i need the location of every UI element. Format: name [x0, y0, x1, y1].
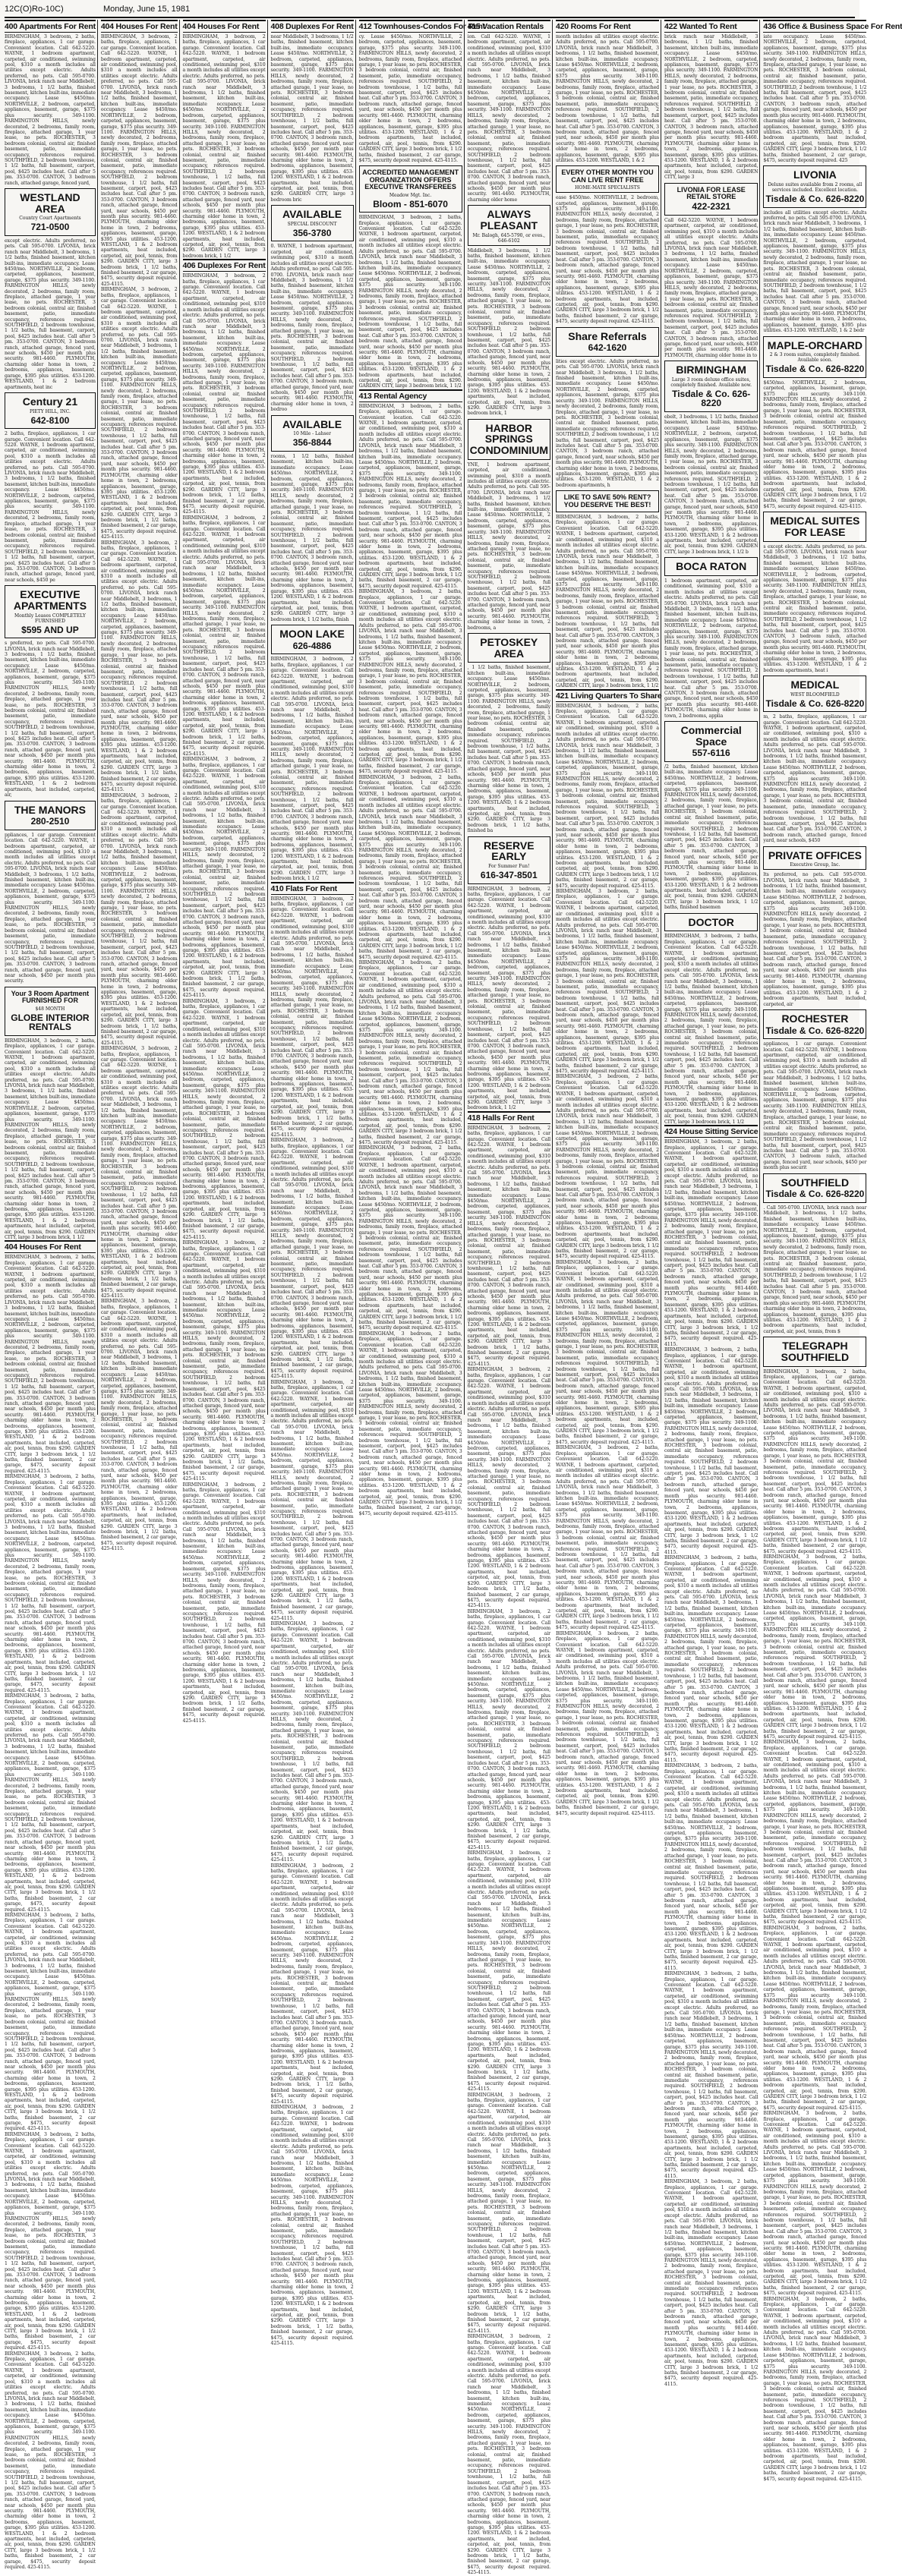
display-ad-subtitle: HOME-MATE SPECIALISTS: [575, 185, 640, 191]
section-heading: 413 Rental Agency: [359, 389, 462, 402]
display-ad-title: SOUTHFIELD: [781, 1176, 850, 1189]
listing-text: Call 642-5220. WAYNE, 1 bedroom apartment, carpeted, air conditioned, swimming pool, $310 a month includes all utilities except electric. Adults preferred, no pets. Call 595-0700. LIVONIA, brick ranch near Middlebelt, 3 bedrooms, 1 1/2 baths, finished basement, kitchen built-ins, immediate occupancy. Lease $450/mo. NORTHVILLE, 2 bedroom, carpeted, appliances, basement, garage, $375 plus security. 349-1100. FARMINGTON HILLS, newly decorated, 2 bedrooms, family room, fireplace, attached garage, 1 year lease, no pets. ROCHESTER, 3 bedroom colonial, central air, finished basement, patio, immediate occupancy, references required. SOUTHFIELD, 2 bedroom townhouse, 1 1/2 baths, full basement, carport, pool, $425 includes heat. Call after 5 pm. 353-0700. CANTON, 3 bedroom ranch, attached garage, fenced yard, near schools, $450 per month plus security. 981-4460. PLYMOUTH, charming older home in to: [664, 218, 758, 358]
display-ad: [5, 392, 96, 429]
listing-text: s preferred, no pets. Call 595-0700. LIVONIA, brick ranch near Middlebelt, 3 bedrooms, 1 1/2 baths, finished basement, kitchen built-ins, immediate occupancy. Lease $450/mo. NORTHVILLE, 2 bedroom, carpeted, appliances, basement, garage, $375 plus security. 349-1100. FARMINGTON HILLS, newly decorated, 2 bedrooms, family room, fireplace, attached garage, 1 year lease, no pets. ROCHESTER, 3 bedroom colonial, central air, finished basement, patio, immediate occupancy, references required. SOUTHFIELD, 2 bedroom townhouse, 1 1/2 baths, full basement, carport, pool, $425 includes heat. Call after 5 pm. 353-0700. CANTON, 3 bedroom ranch, attached garage, fenced yard, near schools, $450 per month plus security. 981-4460. PLYMOUTH, charming older home in town, 2 bedrooms, appliances, basement, garage, $395 plus utilities. 453-1200. WESTLAND, 1 & 2 bedroom apartments, heat included, carpeted, air,: [5, 641, 96, 798]
listing-text: BIRMINGHAM, 3 bedroom, 2 baths, fireplace, appliances, 1 car garage. Convenient location. Call 642-5220. WAYNE, 1 bedroom apartment, carpeted, air conditioned, swimming pool, $310 a month includes all utilities except electric. Adults preferred, no pets. Call 595-0700. LIVONIA, brick ranch near Middlebelt, 3 bedrooms, 1 1/2 baths, finished basement, kitchen built-ins, immediate occupancy. Lease $450/mo. NORTHVILLE, 2 bedroom, carpeted, appliances, basement, garage, $375 plus security. 349-1100. FARMINGTON HILLS, newly decorated, 2 bedrooms, family room, fireplace, attached garage, 1 year lease, no pets. ROCHESTER, 3 bedroom colonial, central air, finished basement, patio, immediate occupancy, references required. SOUTHFIELD, 2 bedroom townhouse, 1 1/2 baths, full basement, carport, pool, $425 includes heat. Call after 5 pm. 353-0700. CANTON, 3 bedroom ranch, attached garage, fenced yard, near schools, $450 per month plus security. 981-4460. PLYMOUTH, charming older home in town, 2 bedrooms, appliances, basement, garage, $395 plus utilities. 453-1200. WESTLAND, 1 & 2 bedroom apartments, heat included, carpeted, air, pool, tennis, from $290. GARDEN CITY, large 3 bedroom brick, 1 1/2 baths, finished basement, 2 car garage, $475, security deposit required. 425-4115.: [556, 1074, 659, 1260]
listing-text: 0. WAYNE, 1 bedroom apartment, carpeted, air conditioned, swimming pool, $310 a month includes all utilities except electric. Adults preferred, no pets. Call 595-0700. LIVONIA, brick ranch near Middlebelt, 3 bedrooms, 1 1/2 baths, finished basement, kitchen built-ins, immediate occupancy. Lease $450/mo. NORTHVILLE, 2 bedroom, carpeted, appliances, basement, garage, $375 plus security. 349-1100. FARMINGTON HILLS, newly decorated, 2 bedrooms, family room, fireplace, attached garage, 1 year lease, no pets. ROCHESTER, 3 bedroom colonial, central air, finished basement, patio, immediate occupancy, references required. SOUTHFIELD, 2 bedroom townhouse, 1 1/2 baths, full basement, carport, pool, $425 includes heat. Call after 5 pm. 353-0700. CANTON, 3 bedroom ranch, attached garage, fenced yard, near schools, $450 per month plus security. 981-4460. PLYMOUTH, charming older home in town, 2 bedroo: [270, 244, 354, 413]
display-ad: [271, 415, 354, 452]
section-heading: 436 Office & Business Space For Rent: [763, 20, 866, 33]
section-heading: 424 House Sitting Service: [664, 1125, 758, 1138]
display-ad-title: ROCHESTER: [781, 1012, 849, 1025]
listing-text: BIRMINGHAM, 3 bedroom, 2 baths, fireplace, appliances, 1 car garage. Convenient location. Call 642-5220. WAYNE, 1 bedroom apartment, carpeted, air conditioned, swimming pool, $310 a month includes all utilities except electric. Adults preferred, no pets. Call 595-0700. LIVONIA, brick ranch near Middlebelt, 3 bedrooms, 1 1/2 baths, finished basement, kitchen built-ins, immediate occupancy. Lease $450/mo. NORTHVILLE, 2 bedroom, carpeted, appliances, basement, garage, $375 plus security. 349-1100. FARMINGTON HILLS, newly decorated, 2 bedrooms, family room, fireplace, attached garage, 1 year lease, no pets. ROCHESTER, 3 bedroom colonial, central air, finished basement, patio, immediate occupancy, references required. SOUTHFIELD, 2 bedroom townhouse, 1 1/2 baths, full basement, carport, pool, $425 includes heat. Call after 5 pm. 353-0700. CANTON, 3 bedroom ranch, attached garage, fenced yard, near schools, $450 per month plus security. 981-4460. PLYMOUTH, charming older home in town, 2 bedrooms, appliances, basement, garage, $395 plus utilities. 453-1200. WESTLAND, 1 & 2 bedroom apartments, heat included, carpeted, air, pool, tennis, from $290. GARDEN CITY, large 3 bedroom brick, 1 1/2 baths, finished basement, 2 car garage, $475, security deposit required. 425-4115.: [100, 287, 178, 540]
display-ad-phone: 642-1620: [588, 342, 627, 354]
classified-column: [556, 20, 662, 1816]
display-ad-title: Your 3 Room Apartment FURNISHED FOR: [11, 989, 90, 1005]
listing-text: brick ranch near Middlebelt, 3 bedrooms, 1 1/2 baths, finished basement, kitchen built-ins, immediate occupancy. Lease $450/mo. NORTHVILLE, 2 bedroom, carpeted, appliances, basement, garage, $375 plus security. 349-1100. FARMINGTON HILLS, newly decorated, 2 bedrooms, family room, fireplace, attached garage, 1 year lease, no pets. ROCHESTER, 3 bedroom colonial, central air, finished basement, patio, immediate occupancy, references required. SOUTHFIELD, 2 bedroom townhouse, 1 1/2 baths, full basement, carport, pool, $425 includes heat. Call after 5 pm. 353-0700. CANTON, 3 bedroom ranch, attached garage, fenced yard, near schools, $450 per month plus security. 981-4460. PLYMOUTH, charming older home in town, 2 bedrooms, appliances, basement, garage, $395 plus utilities. 453-1200. WESTLAND, 1 & 2 bedroom apartments, heat included, carpeted, air, pool, tennis, from $290. GARDEN CITY, large 3: [664, 34, 758, 181]
section-code: 12C(O)Ro-10C): [5, 5, 64, 14]
display-ad-phone: Tisdale & Co. 626-8220: [765, 698, 865, 709]
section-heading: 412 Townhouses-Condos For Rent: [359, 20, 462, 33]
listing-text: BIRMINGHAM, 3 bedroom, 2 baths, fireplace, appliances, 1 car garage. Convenient location. Call 642-5220. WAYNE, 1 bedroom apartment, carpeted, air conditioned, swimming pool, $310 a month includes all utilities except electric. Adults preferred, no pets. Call 595-0700. LIVONIA, brick ranch near Middlebelt, 3 bedrooms, 1 1/2 baths, finished basement, kitchen built-ins, immediate occupancy. Lease $450/mo. NORTHVILLE, 2 bedroom, carpeted, appliances, basement, garage, $375 plus security. 349-1100. FARMINGTON HILLS, newly decorated, 2 bedrooms, family room, fireplace, attached garage, 1 year lease, no pets. ROCHESTER, 3 bedroom colonial, central air, finished basement, patio, immediate occupancy, references required. SOUTHFIELD, 2 bedroom townhouse, 1 1/2 baths, full basement, carport, pool, $425 includes heat. Call after 5 pm. 353-0700. CANTON, 3 bedroom ranch, attached garage, fenced yard, near schools, $450 per month plus security. 981-4460. PLYMOUTH, charming older home in town, 2 bedrooms, appliances, basement, garage, $395 plus utilities. 453-1200. WESTLAND, 1 & 2 bedroom apartments, heat included, carpeted, air, pool, tennis, from $290. GARDEN CITY, large 3 bedroom brick, 1 1/2 baths, finished basement, 2 car garage, $475, security deposit required. 425-4115.: [467, 1125, 550, 1367]
listing-text: BIRMINGHAM, 3 bedroom, 2 baths, fireplace, appliances, 1 car garage. Convenient location. Call 642-5220. WAYNE, 1 bedroom apartment, carpeted, air conditioned, swimming pool, $310 a month includes all utilities except electric. Adults preferred, no pets. Call 595-0700. LIVONIA, brick ranch near Middlebelt, 3 bedrooms, 1 1/2 baths, finished basement, kitchen built-ins, immediate occupancy. Lease $450/mo. NORTHVILLE, 2 bedroom, carpeted, appliances, basement, garage, $375 plus security. 349-1100. FARMINGTON HILLS, newly decorated, 2 bedrooms, family room, fireplace, attached garage, 1 year lease, no pets. ROCHESTER, 3 bedroom colonial, central air, finished basement, patio, immediate occupancy, references required. SOUTHFIELD, 2 bedroom townhouse, 1 1/2 baths, full basement, carport, pool, $425 includes heat. Call after 5 pm. 353-0700. CANTON, 3 bedroom ranch, attached garage, fenced yard, near schools, $450 per month plus security. 981-4460. PLYMOUTH, charming older home in town, 2 bedrooms, appliances, basement, garage, $395 plus utilities. 453-1200. WESTLAND, 1 & 2 bedroom apartments, heat included, carpeted, air, pool, tennis, from $290. GARDEN CITY, large 3 bedroom brick, 1 1/2 baths, finished basement, 2 car garage, $475, security deposit required. 425-4115.: [358, 774, 462, 960]
listing-text: BIRMINGHAM, 3 bedroom, 2 baths, fireplace, appliances, 1 car garage. Convenient location. Call 642-5220. WAYNE, 1 bedroom apartment, carpeted, air conditioned, swimming pool, $310 a month includes all utilities except electric. Adults preferred, no pets. Call 595-0700. LIVONIA, brick ranch near Middlebelt, 3 bedrooms, 1 1/2 baths, finished basement, kitchen built-ins, immediate occupancy. Lease $450/mo. NORTHVILLE, 2 bedroom, carpeted, appliances, basement, garage, $375 plus security. 349-1100. FARMINGTON HILLS, newly decorated, 2 bedrooms, family room, fireplace, attached garage, 1 year lease, no pets. ROCHESTER, 3 bedroom colonial, central air, finished basement, patio, immediate occupancy, references required. SOUTHFIELD, 2 bedroom townhouse, 1 1/2 baths, full basement, carport, pool, $425 includes heat. Call after 5 pm. 353-0700. CANTON, 3 bedroom ranch, attached garage, fenced yard, near schools, $450 per month plus security. 981-4460. PLYMOUTH, charming older home in town, 2 bedrooms, appliances, basement, garage, $395 plus utilities. 453-1200. WESTLAND, 1 & 2 bedroom apartments, heat included, carpeted, air, pool, tennis, from $290. GARDEN CITY, large 3 bedroom brick, 1 1/2 baths, finished basement, 2 car garage, $475, security deposit required. 425-4115.: [182, 515, 266, 757]
listing-text: BIRMINGHAM, 3 bedroom, 2 baths, fireplace, appliances, 1 car garage. Convenient location. Call 642-5220. WAYNE, 1 bedroom apartment, carpeted, air conditioned, swimming pool, $310 a month includes all utilities except electric. Adults preferred, no pets. Call 595-0700. LIVONIA, brick ranch near Middlebelt, 3 bedrooms, 1 1/2 baths, finished basement, kitchen built-ins, immediate occupancy. Lease $450/mo. NORTHVILLE, 2 bedroom, carpeted, appliances, basement, garage, $375 plus security. 349-1100. FARMINGTON HILLS, newly decorated, 2 bedrooms, family room, fireplace, attached garage, 1 year lease, no pets. ROCHESTER, 3 bedroom colonial, central air, finished basement, patio, immediate occupancy, references required. SOUTHFIELD, 2 bedroom townhouse, 1 1/2 baths, full basement, carport, pool, $425 includes heat. Call after 5 pm. 353-0700. CANTON, 3 bedroom ranch, attached garage, fenced yard, near schools, $450 per month plus security. 981-4460. PLYMOUTH, charming older home in town, 2 bedrooms, appliances, basement, garage, $395 plus utilities. 453-1200. WESTLAND, 1 & 2 bedroom apartments, heat included, carpeted, air, pool, tennis, from $290. GARDEN CITY, large 3 bedroom brick, 1 1/2 baths, finished basement, 2 car garage, $475, security deposit required. 425-4115.: [763, 1368, 867, 1554]
display-ad-title: MAPLE-ORCHARD: [767, 339, 863, 351]
display-ad-phone: Tisdale & Co. 626-8220: [765, 1025, 865, 1036]
listing-text: BIRMINGHAM, 3 bedroom, 2 baths, fireplace, appliances, 1 car garage. Convenient location. Call 642-5220. WAYNE, 1 bedroom apartment, carpeted, air conditioned, swimming pool, $310 a month includes all utilities except electric. Adults preferred, no pets. Call 595-0700. LIVONIA, brick ranch near Middlebelt, 3 bedrooms, 1 1/2 baths, finished basement, kitchen built-ins, immediate occupancy. Lease $450/mo. NORTHVILLE, 2 bedroom, carpeted, appliances, basement, garage, $375 plus security. 349-1100. FARMINGTON HILLS, newly decorated, 2 bedrooms, family room, fireplace, attached garage, 1 year lease, no pets. ROCHESTER, 3 bedroom colonial, central air, finished basement, patio, immediate occupancy, references required. SOUTHFIELD, 2 bedroom townhouse, 1 1/2 baths, full basement, carport, pool, $425 includes heat. Call after 5 pm. 353-0700. CANTON, 3 bedroom ranch, attached garage, fenced yard, near schools, $450 per month plus security. 981-4460. PLYMOUTH, charming older home in town, 2 bedrooms, appliances, basement, garage, $395 plus utilities. 453-1200. WESTLAND, 1 & 2 bedroom apartments, heat included, carpeted, air, pool, tennis, from $290. GARDEN CITY, large 3 bedroom brick, 1 1/2 baths, finished basement, 2 car garage, $475, security deposit required. 425-4115.: [664, 1763, 758, 1971]
display-ad-phone: 626-4886: [292, 640, 332, 651]
listing-text: BIRMINGHAM, 3 bedroom, 2 baths, fireplace, appliances, 1 car garage. Convenient location. Call 642-5220. WAYNE, 1 bedroom apartment, carpeted, air conditioned, swimming pool, $310 a month includes all utilities except electric. Adults preferred, no pets. Call 595-0700. LIVONIA, brick ranch near Middlebelt, 3 bedrooms, 1 1/2 baths, finished basement, kitchen built-ins, immediate occupancy. Lease $450/mo. NORTHVILLE, 2 bedroom, carpeted, appliances, basement, garage, $375 plus security. 349-1100. FARMINGTON HILLS, newly decorated, 2 bedrooms, family room, fireplace, attached garage, 1 year lease, no pets. ROCHESTER, 3 bedroom colonial, central air, finished basement, patio, immediate occupancy, references required. SOUTHFIELD, 2 bedroom townhouse, 1 1/2 baths, full basement, carport, pool, $425 includes heat. Call after 5 pm. 353-0700. CANTON, 3 bedroom ranch, attached garage, fenced yard, near schools, $450 per month plus security. 981-4460. PLYMOUTH, charming older home in town, 2 bedrooms, appliances, basement, garage, $395 plus utilities. 453-1200. WESTLAND, 1 & 2 bedroom apartments, heat included, carpeted, air, pool, tennis, from $290. GARDEN CITY, large 3 bedroom brick, 1 1/2: [5, 1038, 96, 1241]
display-ad-title: AVAILABLE: [282, 208, 342, 221]
section-heading: 408 Duplexes For Rent: [271, 20, 354, 33]
display-ad-title: MOON LAKE: [279, 628, 345, 641]
display-ad-title: BOCA RATON: [676, 560, 747, 573]
listing-text: BIRMINGHAM, 3 bedroom, 2 baths, fireplace, appliances, 1 car garage. Convenient location. Call 642-5220. WAYNE, 1 bedroom apartment, carpeted, air conditioned, swimming pool, $310 a month includes all utilities except electric. Adults preferred, no pets. Call 595-0700. LIVONIA, brick ranch near Middlebelt, 3 bedrooms, 1 1/2 baths, finished basement, kitchen built-ins, immediate occupancy. Lease $450/mo. NORTHVILLE, 2 bedroom, carpeted, appliances, basement, garage, $375 plus security. 349-1100. FARMINGTON HILLS, newly decorated, 2 bedrooms, family room, fireplace, attached garage, 1 year lease, no pets. ROCHESTER, 3 bedroom colonial, central air, finished basement, patio, immediate occupancy, references required. SOUTHFIELD, 2 bedroom townhouse, 1 1/2 baths, full basement, carport, pool, $425 includes heat. Call after 5 pm. 353-0700. CANTON, 3 bedroom ranch, attached garage, fenced yard, near schools, $450 per month plus security. 981-4460. PLYMOUTH, charming older home in town, 2 bedrooms, appliances, basement, garage, $395 plus utilities. 453-1200. WESTLAND, 1 & 2 bedroom apartments, heat included, carpeted, air, pool, tennis, from $290. GARDEN CITY, large 3 bedroom brick, 1 1/2 baths, finished basement, 2 car garage, $475, security deposit required. 425-4115.: [763, 1925, 867, 2111]
listing-text: BIRMINGHAM, 3 bedroom, 2 baths, fireplace, appliances, 1 car garage. Convenient location. Call 642-5220. WAYNE, 1 bedroom apartment, carpeted, air conditioned, swimming pool, $310 a month includes all utilities except electric. Adults preferred, no pets. Call 595-0700. LIVONIA, brick ranch near Middlebelt, 3 bedrooms, 1 1/2 baths, finished basement, kitchen built-ins, immediate occupancy. Lease $450/mo. NORTHVILLE, 2 bedroom, carpeted, appliances, basement, garage, $375 plus security. 349-1100. FARMINGTON HILLS, newly decorated, 2 bedrooms, family room, fireplace, attached garage, 1 year lease, no pets. ROCHESTER, 3 bedroom colonial, central air, finished basement, patio, immediate occupancy, references required. SOUTHFIELD, 2 bedroom townhouse, 1 1/2 baths, full basement, carport, pool, $425 includes heat. Call after 5 pm. 353-0700. CANTON, 3 bedroom ranch, attached garage, fenced yard, near schools, $450 per month plus security. 981-4460. PLYMOUTH, charming older home in town, 2 bedrooms, appliances, basement, garage, $395 plus utilities. 453-1200. WESTLAND, 1 & 2 bedroom apartments, heat included, carpeted, air, pool, tennis, from $290. GARDEN CITY, large 3 bedroom brick, 1 1/2: [182, 34, 266, 259]
listing-text: ppliances, 1 car garage. Convenient location. Call 642-5220. WAYNE, 1 bedroom apartment, carpeted, air conditioned, swimming pool, $310 a month includes all utilities except electric. Adults preferred, no pets. Call 595-0700. LIVONIA, brick ranch near Middlebelt, 3 bedrooms, 1 1/2 baths, finished basement, kitchen built-ins, immediate occupancy. Lease $450/mo. NORTHVILLE, 2 bedroom, carpeted, appliances, basement, garage, $375 plus security. 349-1100. FARMINGTON HILLS, newly decorated, 2 bedrooms, family room, fireplace, attached garage, 1 year lease, no pets. ROCHESTER, 3 bedroom colonial, central air, finished basement, patio, immediate occupancy, references required. SOUTHFIELD, 2 bedroom townhouse, 1 1/2 baths, full basement, carport, pool, $425 includes heat. Call after 5 pm. 353-0700. CANTON, 3 bedroom ranch, attached garage, fenced yard, near schools, $450 per month plus security.: [5, 832, 96, 984]
listing-text: BIRMINGHAM, 3 bedroom, 2 baths, fireplace, appliances, 1 car garage. Convenient location. Call 642-5220. WAYNE, 1 bedroom apartment, carpeted, air conditioned, swimming pool, $310 a month includes all utilities except electric. Adults preferred, no pets. Call 595-0700. LIVONIA, brick ranch near Middlebelt, 3 bedrooms, 1 1/2 baths, finished basement, kitchen built-ins, immediate occupancy. Lease $450/mo. NORTHVILLE, 2 bedroom, carpeted, appliances, basement, garage, $375 plus security. 349-1100. FARMINGTON HILLS, newly decorated, 2 bedrooms, family room, fireplace, attached garage, 1 year lease, no pets. ROCHESTER, 3 bedroom colonial, central air, finished basement, patio, immediate occupancy, references required. SOUTHFIELD, 2 bedroom townhouse, 1 1/2 baths, full basement, carport, pool, $425 includes heat. Call after 5 pm. 353-0700. CANTON, 3 bedroom ranch, attached garage, fenced yard, near schools, $450 per month plus security. 981-4460. PLYMOUTH, charming older home in town, 2 bedrooms, appliances, basement, garage, $395 plus utilities. 453-1200. WESTLAND, 1 & 2 bedroom apartments, heat included, carpeted, air, pool, tennis, from $290. GARDEN CITY, large 3 bedroom brick, 1 1/2 baths, finished basement, 2 car garage, $475, security deposit required. 425-4115.: [556, 1630, 659, 1816]
listing-text: BIRMINGHAM, 3 bedroom, 2 baths, fireplace, appliances, 1 car garage. Convenient location. Call 642-5220. WAYNE, 1 bedroom apartment, carpeted, air conditioned, swimming pool, $310 a month includes all utilities except electric. Adults preferred, no pets. Call 595-0700. LIVONIA, brick ranch near Middlebelt, 3 bedrooms, 1 1/2 baths, finished basement, kitchen built-ins, immediate occupancy. Lease $450/mo. NORTHVILLE, 2 bedroom, carpeted, appliances, basement, garage, $375 plus security. 349-1100. FARMINGTON HILLS, newly decorated, 2 bedrooms, family room, fireplace, attached garage, 1 year lease, no pets. ROCHESTER, 3 bedroom colonial, central air, finished basement, patio, immediate occupancy, references required. SOUTHFIELD, 2 bedroom townhouse, 1 1/2 baths, full basement, carport, pool, $425 includes heat. Call after 5 pm. 353-0700. CANTON, 3 bedroom ranch, attached garage, fenced yard, near schools, $450 per month plus security. 981-4460. PLYMOUTH, charming older home in town, 2 bedrooms, appliances, basement, garage, $395 plus utilities. 453-1200. WESTLAND, 1 & 2 bedroom apartments, heat included, carpeted, air, pool, tennis, from $290. GARDEN CITY, large 3 bedroom brick, 1 1/2 baths, finished basement, 2 car garage, $475, security deposit required. 425-4115.: [467, 1850, 550, 2093]
listing-text: YNE, 1 bedroom apartment, carpeted, air conditioned, swimming pool, $310 a month includes all utilities except electric. Adults preferred, no pets. Call 595-0700. LIVONIA, brick ranch near Middlebelt, 3 bedrooms, 1 1/2 baths, finished basement, kitchen built-ins, immediate occupancy. Lease $450/mo. NORTHVILLE, 2 bedroom, carpeted, appliances, basement, garage, $375 plus security. 349-1100. FARMINGTON HILLS, newly decorated, 2 bedrooms, family room, fireplace, attached garage, 1 year lease, no pets. ROCHESTER, 3 bedroom colonial, central air, finished basement, patio, immediate occupancy, references required. SOUTHFIELD, 2 bedroom townhouse, 1 1/2 baths, full basement, carport, pool, $425 includes heat. Call after 5 pm. 353-0700. CANTON, 3 bedroom ranch, attached garage, fenced yard, near schools, $450 per month plus security. 981-4460. PLYMOUTH, charming older home in town, 2 bedrooms, a: [467, 461, 550, 631]
listing-text: s except electric. Adults preferred, no pets. Call 595-0700. LIVONIA, brick ranch near Middlebelt, 3 bedrooms, 1 1/2 baths, finished basement, kitchen built-ins, immediate occupancy. Lease $450/mo. NORTHVILLE, 2 bedroom, carpeted, appliances, basement, garage, $375 plus security. 349-1100. FARMINGTON HILLS, newly decorated, 2 bedrooms, family room, fireplace, attached garage, 1 year lease, no pets. ROCHESTER, 3 bedroom colonial, central air, finished basement, patio, immediate occupancy, references required. SOUTHFIELD, 2 bedroom townhouse, 1 1/2 baths, full basement, carport, pool, $425 includes heat. Call after 5 pm. 353-0700. CANTON, 3 bedroom ranch, attached garage, fenced yard, near schools, $450 per month plus security. 981-4460. PLYMOUTH, charming older home in town, 2 bedrooms, appliances, basement, garage, $395 plus utilities. 453-1200. WESTLAND, 1 & 2 bedroom apartments, heat i: [763, 543, 867, 673]
listing-text: BIRMINGHAM, 3 bedroom, 2 baths, fireplace, appliances, 1 car garage. Convenient location. Call 642-5220. WAYNE, 1 bedroom apartment, carpeted, air conditioned, swimming pool, $310 a month includes all utilities except electric. Adults preferred, no pets. Call 595-0700. LIVONIA, brick ranch near Middlebelt, 3 bedrooms, 1 1/2 baths, finished basement, kitchen built-ins, immediate occupancy. Lease $450/mo. NORTHVILLE, 2 bedroom, carpeted, appliances, basement, garage, $375 plus security. 349-1100. FARMINGTON HILLS, newly decorated, 2 bedrooms, family room, fireplace, attached garage, 1 year lease, no pets. ROCHESTER, 3 bedroom colonial, central air, finished basement, patio, immediate occupancy, references required. SOUTHFIELD, 2 bedroom townhouse, 1 1/2 baths, full basement, carport, pool, $425 includes heat. Call after 5 pm. 353-0700. CANTON, 3 bedroom ranch, attached garage, fenced yard, near schools, $450 per month plus security. 981-4460. PLYMOUTH, charming older home in town, 2 bedrooms, appliances, basement, garage, $395 plus utilities. 453-1200. WESTLAND, 1 & 2 bedroom apartments, heat included, carpeted, air, pool, tennis, from $290. GARDEN CITY, large 3 bedroom brick, 1 1/2 baths, finished basement, 2 car garage, $475, security deposit required. 425-4115.: [270, 2105, 354, 2347]
display-ad-title: MEDICAL: [790, 678, 840, 691]
listing-text: BIRMINGHAM, 3 bedroom, 2 baths, fireplace, appliances, 1 car garage. Convenient location. Call 642-5220. WAYNE, 1 bedroom apartment, carpeted, air conditioned, swimming pool, $310 a month includes all utilities except electric. Adults preferred, no pets. Call 595-0700. LIVONIA, brick ranch near Middlebelt, 3 bedrooms, 1 1/2 baths, finished basement, kitchen built-ins, immediate occupancy. Lease $450/mo. NORTHVILLE, 2 bedroom, carpeted, appliances, basement, garage, $375 plus security. 349-1100. FARMINGTON HILLS, newly decorated, 2 bedrooms, family room, fireplace, attached garage, 1 year lease, no pets. ROCHESTER, 3 bedroom colonial, central air, finished basement, patio, immediate occupancy, references required. SOUTHFIELD, 2 bedroom townhouse, 1 1/2 baths, full basement, carport, pool, $425 includes heat. Call after 5 pm. 353-0700. CANTON, 3 bedroom ranch, attached garage, fenced yard, near schools, $450 per month plus security. 981-4460. PLYMOUTH, charming older home in town, 2 bedrooms, appliances, basement, garage, $395 plus utilities. 453-1200. WESTLAND, 1 & 2 bedroom apartments, heat included, carpeted, air, pool, tennis, from $290. GARDEN CITY, large 3 bedroom brick, 1 1/2 baths, finished basement, 2 car garage, $475, security deposit required. 425-4115.: [358, 1145, 462, 1331]
listing-text: $450/mo. NORTHVILLE, 2 bedroom, carpeted, appliances, basement, garage, $375 plus security. 349-1100. FARMINGTON HILLS, newly decorated, 2 bedrooms, family room, fireplace, attached garage, 1 year lease, no pets. ROCHESTER, 3 bedroom colonial, central air, finished basement, patio, immediate occupancy, references required. SOUTHFIELD, 2 bedroom townhouse, 1 1/2 baths, full basement, carport, pool, $425 includes heat. Call after 5 pm. 353-0700. CANTON, 3 bedroom ranch, attached garage, fenced yard, near schools, $450 per month plus security. 981-4460. PLYMOUTH, charming older home in town, 2 bedrooms, appliances, basement, garage, $395 plus utilities. 453-1200. WESTLAND, 1 & 2 bedroom apartments, heat included, carpeted, air, pool, tennis, from $290. GARDEN CITY, large 3 bedroom brick, 1 1/2 baths, finished basement, 2 car garage, $475, security deposit required. 425-4115.: [763, 379, 867, 509]
display-ad-title: DOCTOR: [688, 915, 734, 928]
section-heading: 421 Living Quarters To Share: [556, 689, 659, 702]
display-ad-subtitle: 10 Mile - Lahser: [293, 431, 331, 437]
display-ad-title: Commercial Space: [680, 724, 742, 748]
display-ad-subtitle: 2 & 3 room suites, completely finished. Available soon.: [769, 352, 861, 364]
display-ad: [359, 165, 462, 213]
listing-text: ion. Call 642-5220. WAYNE, 1 bedroom apartment, carpeted, air conditioned, swimming pool, $310 a month includes all utilities except electric. Adults preferred, no pets. Call 595-0700. LIVONIA, brick ranch near Middlebelt, 3 bedrooms, 1 1/2 baths, finished basement, kitchen built-ins, immediate occupancy. Lease $450/mo. NORTHVILLE, 2 bedroom, carpeted, appliances, basement, garage, $375 plus security. 349-1100. FARMINGTON HILLS, newly decorated, 2 bedrooms, family room, fireplace, attached garage, 1 year lease, no pets. ROCHESTER, 3 bedroom colonial, central air, finished basement, patio, immediate occupancy, references required. SOUTHFIELD, 2 bedroom townhouse, 1 1/2 baths, full basement, carport, pool, $425 includes heat. Call after 5 pm. 353-0700. CANTON, 3 bedroom ranch, attached garage, fenced yard, near schools, $450 per month plus security. 981-4460. PLYMOUTH, charming older home: [467, 34, 550, 203]
listing-text: BIRMINGHAM, 3 bedroom, 2 baths, fireplace, appliances, 1 car garage. Convenient location. Call 642-5220. WAYNE, 1 bedroom apartment, carpeted, air conditioned, swimming pool, $310 a month includes all utilities except electric. Adults preferred, no pets. Call 595-0700. LIVONIA, brick ranch near Middlebelt, 3 bedrooms, 1 1/2 baths, finished basement, kitchen built-ins, immediate occupancy. Lease $450/mo. NORTHVILLE, 2 bedroom, carpeted, appliances, basement, garage, $375 plus security. 349-1100. FARMINGTON HILLS, newly decorated, 2 bedrooms, family room, fireplace, attached garage, 1 year lease, no pets. ROCHESTER, 3 bedroom colonial, central air, finished basement, patio, immediate occupancy, references required. SOUTHFIELD, 2 bedroom townhouse, 1 1/2 baths, full basement, carport, pool, $425 includes heat. Call after 5 pm. 353-0700. CANTON, 3 bedroom ranch, attached garage, fenced yard, near schools, $450 per month plus security. 981-4460. PLYMOUTH, charming older home in town, 2 bedrooms, appliances, basement, garage, $395 plus utilities. 453-1200. WESTLAND, 1 & 2 bedroom apartments, heat included, carpeted, air, pool, tennis, from $290. GARDEN CITY, large 3 bedroom brick, 1 1/2 baths, finished basement, 2 car garage, $475, security deposit required. 425-4115.: [182, 1240, 266, 1482]
display-ad: [271, 205, 354, 241]
listing-text: BIRMINGHAM, 3 bedroom, 2 baths, fireplace, appliances, 1 car garage. Convenient location. Call 642-5220. WAYNE, 1 bedroom apartment, carpeted, air conditioned, swimming pool, $310 a month includes all utilities except electric. Adults preferred, no pets. Call 595-0700. LIVONIA, brick ranch near Middlebelt, 3 bedrooms, 1 1/2 baths, finished basement, kitchen built-ins, immediate occupancy. Lease $450/mo. NORTHVILLE, 2 bedroom, carpeted, appliances, basement, garage, $375 plus security. 349-1100. FARMINGTON HILLS, newly decorated, 2 bedrooms, family room, fireplace, attached garage, 1 year lease, no pets. ROCHESTER, 3 bedroom colonial, central air, finished basement, patio, immediate occupancy, references required. SOUTHFIELD, 2 bedroom townhouse, 1 1/2 baths, full basement, carport, pool, $425 includes heat. Call after 5 pm. 353-0700. CANTON, 3 bedroom ranch, attached garage, fenced yard, near schools, $450 per month plus security. 981-4460. PLYMOUTH, charming older home in town, 2 bedrooms, appliances, basement, garage, $395 plus utilities. 453-1200. WESTLAND, 1 & 2 bedroom apartments, heat included, carpeted, air, pool, tennis, from $290. GARDEN CITY, large 3 bedroom brick, 1 1/2: [556, 515, 659, 689]
display-ad: [763, 1009, 866, 1039]
display-ad-title: ALWAYS PLEASANT: [480, 208, 538, 231]
display-ad-phone: GLOBE INTERIOR RENTALS: [11, 1012, 90, 1033]
display-ad-title: Century 21: [22, 395, 78, 408]
listing-text: BIRMINGHAM, 3 bedroom, 2 baths, fireplace, appliances, 1 car garage. Convenient location. Call 642-5220. WAYNE, 1 bedroom apartment, carpeted, air conditioned, swimming pool, $310 a month includes all utilities except electric. Adults preferred, no pets. Call 595-0700. LIVONIA, brick ranch near Middlebelt, 3 bedrooms, 1 1/2 baths, finished basement, kitchen built-ins, immediate occupancy. Lease $450/mo. NORTHVILLE, 2 bedroom, carpeted, appliances, basement, garage, $375 plus security. 349-1100. FARMINGTON HILLS, newly decorated, 2 bedrooms, family room, fireplace, attached garage, 1 year lease, no pets. ROCHESTER, 3 bedroom colonial, central air, finished basement, patio, immediate occupancy, references required. SOUTHFIELD, 2 bedroom townhouse, 1 1/2 baths, full basement, carport, pool, $425 includes heat. Call after 5 pm. 353-0700. CANTON, 3 bedroom ranch, attached garage, fenced yard, near schools, $450 per month plus security. 981-4460. PLYMOUTH, charming older home in town, 2 bedrooms, appliances, basement, garage, $395 plus utilities. 453-1200. WESTLAND, 1 & 2 bedroom apartments, heat included, carpeted, air, pool, tennis, from $290. GARDEN CITY, large 3 bedroom brick, 1 1/2 baths, finished basement, 2 car garage, $475, security deposit required. 425-4115.: [664, 1555, 758, 1763]
display-ad-title: THE MANORS: [14, 803, 86, 816]
display-ad: [556, 165, 659, 193]
masthead: [5, 3, 855, 15]
classified-columns: [5, 20, 902, 2576]
section-heading: 404 Houses For Rent: [101, 20, 178, 33]
section-heading: 400 Apartments For Rent: [5, 20, 96, 33]
classified-column: [467, 20, 553, 2576]
display-ad: [271, 625, 354, 654]
section-heading: 422 Wanted To Rent: [664, 20, 758, 33]
listing-text: BIRMINGHAM, 3 bedroom, 2 baths, fireplace, appliances, 1 car garage. Convenient location. Call 642-5220. WAYNE, 1 bedroom apartment, carpeted, air conditioned, swimming pool, $310 a month includes all utilities except electric. Adults preferred, no pets. Call 595-0700. LIVONIA, brick ranch near Middlebelt, 3 bedrooms, 1 1/2 baths, finished basement, kitchen built-ins, immediate occupancy. Lease $450/mo. NORTHVILLE, 2 bedroom, carpeted, appliances, basement, garage, $375 plus security. 349-1100. FARMINGTON HILLS, newly decorated, 2 bedrooms, family room, fireplace, attached garage, 1 year lease, no pets. ROCHESTER, 3 bedroom colonial, central air, finished basement, patio, immediate occupancy, references required. SOUTHFIELD, 2 bedroom townhouse, 1 1/2 baths, full basement, carport, pool, $425 includes heat. Call after 5 pm. 353-0700. CANTON, 3 bedroom ranch, attached garage, fenced yard, near schools, $450 per month plus security. 981-4460. PLYMOUTH, charming older home in town, 2 bedrooms, appliances, basement, garage, $395 plus utilities. 453-1200. WESTLAND, 1 & 2 bedroom apartments, heat included, carpeted, air, pool, tennis, from $290. GARDEN CITY, large 3 bedroom brick, 1 1/2 baths, finished basement, 2 car garage, $475, security deposit required. 425-4115.: [270, 1138, 354, 1380]
display-ad-title: BIRMINGHAM: [676, 364, 746, 376]
listing-text: BIRMINGHAM, 3 bedroom, 2 baths, fireplace, appliances, 1 car garage. Convenient location. Call 642-5220. WAYNE, 1 bedroom apartment, carpeted, air conditioned, swimming pool, $310 a month includes all utilities except electric. Adults preferred, no pets. Call 595-0700. LIVONIA, brick ranch near Middlebelt, 3 bedrooms, 1 1/2 baths, finished basement, kitchen built-ins, immediate occupancy. Lease $450/mo. NORTHVILLE, 2 bedroom, carpeted, appliances, basement, garage, $375 plus security. 349-1100. FARMINGTON HILLS, newly decorated, 2 bedrooms, family room, fireplace, attached garage, 1 year lease, no pets. ROCHESTER, 3 bedroom colonial, central air, finished basement, patio, immediate occupancy, references required. SOUTHFIELD, 2 bedroom townhouse, 1 1/2 baths, full basement, carport, pool, $425 includes heat. Call after 5 pm. 353-0700. CANTON, 3 bedroom ranch, attached garage, fenced yard, near schools, $450 per month plus security. 981-4460. PLYMOUTH, charming older home in town, 2 bedrooms, appliances, basement, garage, $395 plus utilities. 453-1200. WESTLAND, 1 & 2 bedroom apartments, heat included, carpeted, air, pool, tennis, from $290. GARDEN CITY, large 3 bedroom brick, 1 1/2 baths, finished basement, 2 car garage, $475, security deposit required. 425-4115.: [100, 792, 178, 1046]
display-ad-phone: Bloom - 851-6070: [373, 198, 448, 209]
display-ad: [664, 183, 758, 216]
listing-text: BIRMINGHAM, 3 bedroom, 2 baths, fireplace, appliances, 1 car garage. Convenient location. Call 642-5220. WAYNE, 1 bedroom apartment, carpeted, air conditioned, swimming pool, $310 a month includes all utilities except electric. Adults preferred, no pets. Call 595-0700. LIVONIA, brick ranch near Middlebelt, 3 bedrooms, 1 1/2 baths, finished basement, kitchen built-ins, immediate occupancy. Lease $450/mo. NORTHVILLE, 2 bedroom, carpeted, appliances, basement, garage, $375 plus security. 349-1100. FARMINGTON HILLS, newly decorated, 2 bedrooms, family room, fireplace, attached garage, 1 year lease, no pets. ROCHESTER, 3 bedroom colonial, central air, finished basement, patio, immediate occupancy, references required. SOUTHFIELD, 2 bedroom townhouse, 1 1/2 baths, full basement, carport, pool, $425 includes heat. Call after 5 pm. 353-0700. CANTON, 3 bedroom ranch, attached garage, fenced yard, near schools, $450 per month plus security. 981-4460. PLYMOUTH, charming older home in town, 2 bedrooms, appliances, basement, garage, $395 plus utilities. 453-1200. WESTLAND, 1 & 2 bedroom apartments, heat included, carpeted, air, pool, tennis, from $290. GARDEN CITY, large 3 bedroom brick, 1 1/2 baths, finished basement, 2 car garage, $475, security deposit required. 425-4115.: [763, 1554, 867, 1740]
listing-text: BIRMINGHAM, 3 bedroom, 2 baths, fireplace, appliances, 1 car garage. Convenient location. Call 642-5220. WAYNE, 1 bedroom apartment, carpeted, air conditioned, swimming pool, $310 a month includes all utilities except electric. Adults preferred, no pets. Call 595-0700. LIVONIA, brick ranch near Middlebelt, 3 bedrooms, 1 1/2 baths, finished basement, kitchen built-ins, immediate occupancy. Lease $450/mo. NORTHVILLE, 2 bedroom, carpeted, appliances, basement, garage, $375 plus security. 349-1100. FARMINGTON HILLS, newly decorated, 2 bedrooms, family room, fireplace, attached garage, 1 year lease, no pets. ROCHESTER, 3 bedroom colonial, central air, finished basement, patio, immediate occupancy, references required. SOUTHFIELD, 2 bedroom townhouse, 1 1/2 baths, full basement, carport, pool, $425 includes heat. Call after 5 pm. 353-0700. CANTON, 3 bedroom ranch, attached garage, fenced yard, near schools, $450 per month plus security. 981-4460. PLYMOUTH, charming older home in town, 2 bedrooms, appliances, basement, garage, $395 plus utilities. 453-1200. WESTLAND, 1 & 2 bedroom apartments, heat included, carpeted, air, pool, tennis, from $290. GARDEN CITY, large 3 bedroom brick, 1 1/2 baths, finished basement, 2 car garage, $475, security deposit required. 425-4115.: [467, 1367, 550, 1609]
display-ad: [763, 1337, 866, 1366]
masthead-rule: [5, 17, 855, 18]
listing-text: BIRMINGHAM, 3 bedroom, 2 baths, fireplace, appliances, 1 car garage. Convenient location. Call 642-5220. WAYNE, 1 bedroom apartment, carpeted, air conditioned, swimming pool, $310 a month includes all utilities except electric. Adults preferred, no pets. Call 595-0700. LIVONIA, brick ranch near Middlebelt, 3 bedrooms, 1 1/2 baths, finished basement, kitchen built-ins, immediate occupancy. Lease $450/mo. NORTHVILLE, 2 bedroom, carpeted, appliances, basement, garage, $375 plus security. 349-1100. FARMINGTON HILLS, newly decorated, 2 bedrooms, family room, fireplace, attached garage, 1 year lease, no pets. ROCHESTER, 3 bedroom colonial, central air, finished basement, patio, immediate occupancy, references required. SOUTHFIELD, 2 bedroom townhouse, 1 1/2 baths, full basement, carport, pool, $425 includes heat. Call after 5 pm. 353-0700. CANTON, 3 bedroom ranch, attached garage, fenced yard, near schools, $450 per month plus security. 981-4460. PLYMOUTH, charming older home in town, 2 bedrooms, appliances, basement, garage, $395 plus utilities. 453-1200. WESTLAND, 1 & 2 bedroom apartments, heat included, carpeted, air, pool, tennis, from $290. GARDEN CITY, large 3 bedroom brick, 1 1/2 baths, finished basement, 2 car garage, $475, security deposit required. 425-4115.: [182, 273, 266, 515]
display-ad-subtitle: PIETY HILL, INC.: [29, 408, 71, 414]
classified-column: [5, 20, 98, 2571]
display-ad-title: AVAILABLE: [282, 417, 342, 430]
section-heading: 404 Houses For Rent: [5, 1240, 96, 1253]
section-heading: 406 Duplexes For Rent: [183, 259, 266, 272]
display-ad-phone: Tisdale & Co. 626-8220: [672, 388, 751, 409]
classified-column: [664, 20, 760, 2387]
display-ad-phone: 356-3780: [292, 227, 332, 238]
listing-text: BIRMINGHAM, 3 bedroom, 2 baths, fireplace, appliances, 1 car garage. Convenient location. Call 642-5220. WAYNE, 1 bedroom apartment, carpeted, air conditioned, swimming pool, $310 a month includes all utilities except electric. Adults preferred, no pets. Call 595-0700. LIVONIA, brick ranch near Middlebelt, 3 bedrooms, 1 1/2 baths, finished basement, kitchen built-ins, immediate occupancy. Lease $450/mo. NORTHVILLE, 2 bedroom, carpeted, appliances, basement, garage, $375 plus security. 349-1100. FARMINGTON HILLS, newly decorated, 2 bedrooms, family room, fireplace, attached garage, 1 year lease, no pets. ROCHESTER, 3 bedroom colonial, central air, finished basement, patio, immediate occupancy, references required. SOUTHFIELD, 2 bedroom townhouse, 1 1/2 baths, full basement, carport, pool, $425 includes heat. Call after 5 pm. 353-0700. CANTON, 3 bedroom ranch, attached garage, fenced yard, near schools, $450 per month plus security. 981-4460. PLYMOUTH, charming older home in town, 2 bedrooms, appliances, basement, garage, $395 plus utilities. 453-1200. WESTLAND, 1 & 2 bedroom apartments, heat included, carpeted, air, pool, tennis, from $290. GARDEN CITY, large 3 bedroom brick, 1 1/2 baths, finished basement, 2 car garage, $475, security deposit required. 425-4115.: [467, 1608, 550, 1850]
listing-text: BIRMINGHAM, 3 bedroom, 2 baths, fireplace, appliances, 1 car garage. Convenient location. Call 642-5220. WAYNE, 1 bedroom apartment, carpeted, air conditioned, swimming pool, $310 a month includes all utilities except electric. Adults preferred, no pets. Call 595-0700. LIVONIA, brick ranch near Middlebelt, 3 bedrooms, 1 1/2 baths, finished basement, kitchen built-ins, immediate occupancy. Lease $450/mo. NORTHVILLE, 2 bedroom, carpeted, appliances, basement, garage, $375 plus security. 349-1100. FARMINGTON HILLS, newly decorated, 2 bedrooms, family room, fireplace, attached garage, 1 year lease, no pets. ROCHESTER, 3 bedroom colonial, central air, finished basement, patio, immediate occupancy, references required. SOUTHFIELD, 2 bedroom townhouse, 1 1/2 baths, full basement, carport, pool, $425 includes heat. Call after 5 pm. 353-0700. CANTON, 3 bedroom ranch, attached garage, fenced yard, near schools, $450 per month plus security. 981-4460. PLYMOUTH, charming older home in town, 2 bedrooms, appliances, basement, garage, $395 plus utilities. 453-1200. WESTLAND, 1 & 2 bedroom apartments, heat included, carpeted, air, pool, tennis, from $290. GARDEN CITY, large 3 bedroom brick, 1 1/2 baths, finished basement, 2 car garage, $475, security deposit required. 425-4115.: [763, 1740, 867, 1926]
display-ad-title: LIVONIA: [793, 168, 837, 181]
listing-text: iate occupancy. Lease $450/mo. NORTHVILLE, 2 bedroom, carpeted, appliances, basement, garage, $375 plus security. 349-1100. FARMINGTON HILLS, newly decorated, 2 bedrooms, family room, fireplace, attached garage, 1 year lease, no pets. ROCHESTER, 3 bedroom colonial, central air, finished basement, patio, immediate occupancy, references required. SOUTHFIELD, 2 bedroom townhouse, 1 1/2 baths, full basement, carport, pool, $425 includes heat. Call after 5 pm. 353-0700. CANTON, 3 bedroom ranch, attached garage, fenced yard, near schools, $450 per month plus security. 981-4460. PLYMOUTH, charming older home in town, 2 bedrooms, appliances, basement, garage, $395 plus utilities. 453-1200. WESTLAND, 1 & 2 bedroom apartments, heat included, carpeted, air, pool, tennis, from $290. GARDEN CITY, large 3 bedroom brick, 1 1/2 baths, finished basement, 2 car garage, $475, security deposit required. 425: [763, 34, 867, 163]
listing-text: m, 2 baths, fireplace, appliances, 1 car garage. Convenient location. Call 642-5220. WAYNE, 1 bedroom apartment, carpeted, air conditioned, swimming pool, $310 a month includes all utilities except electric. Adults preferred, no pets. Call 595-0700. LIVONIA, brick ranch near Middlebelt, 3 bedrooms, 1 1/2 baths, finished basement, kitchen built-ins, immediate occupancy. Lease $450/mo. NORTHVILLE, 2 bedroom, carpeted, appliances, basement, garage, $375 plus security. 349-1100. FARMINGTON HILLS, newly decorated, 2 bedrooms, family room, fireplace, attached garage, 1 year lease, no pets. ROCHESTER, 3 bedroom colonial, central air, finished basement, patio, immediate occupancy, references required. SOUTHFIELD, 2 bedroom townhouse, 1 1/2 baths, full basement, carport, pool, $425 includes heat. Call after 5 pm. 353-0700. CANTON, 3 bedroom ranch, attached garage, fenced yard, near schools, $450: [763, 714, 867, 844]
listing-text: lities except electric. Adults preferred, no pets. Call 595-0700. LIVONIA, brick ranch near Middlebelt, 3 bedrooms, 1 1/2 baths, finished basement, kitchen built-ins, immediate occupancy. Lease $450/mo. NORTHVILLE, 2 bedroom, carpeted, appliances, basement, garage, $375 plus security. 349-1100. FARMINGTON HILLS, newly decorated, 2 bedrooms, family room, fireplace, attached garage, 1 year lease, no pets. ROCHESTER, 3 bedroom colonial, central air, finished basement, patio, immediate occupancy, references required. SOUTHFIELD, 2 bedroom townhouse, 1 1/2 baths, full basement, carport, pool, $425 includes heat. Call after 5 pm. 353-0700. CANTON, 3 bedroom ranch, attached garage, fenced yard, near schools, $450 per month plus security. 981-4460. PLYMOUTH, charming older home in town, 2 bedrooms, appliances, basement, garage, $395 plus utilities. 453-1200. WESTLAND, 1 & 2 bedroom apartments, h: [556, 358, 659, 488]
display-ad: [664, 913, 758, 932]
listing-text: BIRMINGHAM, 3 bedroom, 2 baths, fireplace, appliances, 1 car garage. Convenient location. Call 642-5220. WAYNE, 1 bedroom apartment, carpeted, air conditioned, swimming pool, $310 a month includes all utilities except electric. Adults preferred, no pets. Call 595-0700. LIVONIA, brick ranch near Middlebelt, 3 bedrooms, 1 1/2 baths, finished basement, kitchen built-ins, immediate occupancy. Lease $450/mo. NORTHVILLE, 2 bedroom, carpeted, appliances, basement, garage, $375 plus security. 349-1100. FARMINGTON HILLS, newly decorated, 2 bedrooms, family room, fireplace, attached garage, 1 year lease, no pets. ROCHESTER, 3 bedroom colonial, central air, finished basement, patio, immediate occupancy, references required. SOUTHFIELD, 2 bedroom townhouse, 1 1/2 baths, full basement, carport, pool, $425 includes heat. Call after 5 pm. 353-0700. CANTON, 3 bedroom ranch, attached garage, fenced yard, near schools, $450 per month plus security. 981-4460. PLYMOUTH, charming older home in town, 2 bedrooms, appliances, basement, garage, $395 plus utilities. 453-1200. WESTLAND, 1 & 2 bedroom apartments, heat included, carpeted, air, pool, tennis, from $290. GARDEN CITY, large 3 bedroom brick, 1 1/2 baths, finished basement, 2 car garage, $475, security deposit required. 425-4115.: [100, 1299, 178, 1552]
display-ad-phone: $595 AND UP: [21, 624, 79, 635]
classified-column: [763, 20, 902, 2482]
display-ad-subtitle: Executive Group, Inc.: [790, 862, 840, 868]
display-ad-subtitle: Monthly Leases COMPLETELY FURNISHED: [14, 613, 86, 624]
listing-text: BIRMINGHAM, 3 bedroom, 2 baths, fireplace, appliances, 1 car garage. Convenient location. Call 642-5220. WAYNE, 1 bedroom apartment, carpeted, air conditioned, swimming pool, $310 a month includes all utilities except electric. Adults preferred, no pets. Call 595-0700. LIVONIA, brick ranch near Middlebelt, 3 bedrooms, 1 1/2 baths, finished basement, kitchen built-ins, immediate occupancy. Lease $450/mo. NORTHVILLE, 2 bedroom, carpeted, appliances, basement, garage, $375 plus security. 349-1100. FARMINGTON HILLS, newly decorated, 2 bedrooms, family room, fireplace, attached garage, 1 year lease, no pets. ROCHESTER, 3 bedroom colonial, central air, finished basement, patio, immediate occupancy, references required. SOUTHFIELD, 2 bedroom townhouse, 1 1/2 baths, full basement, carport, pool, $425 includes heat. Call after 5 pm. 353-0700. CANTON, 3 bedroom ranch, attached garage, fenced yard, near schools, $450 per month plus security. 981-4460. PLYMOUTH, charming older home in town, 2 bedrooms, appliances, basement, garage, $395 plus utilities. 453-1200. WESTLAND, 1 & 2 bedroom apartments, heat included, carpeted, air, pool, tennis, from $290. GARDEN CITY, large 3 bedroom brick, 1 1/2 baths, finished basement, 2 car garage, $475, security deposit required. 425-4115.: [664, 2179, 758, 2387]
display-ad-phone: 642-8100: [30, 414, 70, 426]
display-ad: [763, 336, 866, 378]
listing-text: BIRMINGHAM, 3 bedroom, 2 baths, fireplace, appliances, 1 car garage. Convenient location. Call 642-5220. WAYNE, 1 bedroom apartment, carpeted, air conditioned, swimming pool, $310 a month includes all utilities except electric. Adults preferred, no pets. Call 595-0700. LIVONIA, brick ranch near Middlebelt, 3 bedrooms, 1 1/2 baths, finished basement, kitchen built-ins, immediate occupancy. Lease $450/mo. NORTHVILLE, 2 bedroom, carpeted, appliances, basement, garage, $375 plus security. 349-1100. FARMINGTON HILLS, newly decorated, 2 bedrooms, family room, fireplace, attached garage, 1 year lease, no pets. ROCHESTER, 3 bedroom colonial, central air, finished basement, patio, immediate occupancy, references required. SOUTHFIELD, 2 bedroom townhouse, 1 1/2 baths, full basement, carport, pool, $425 includes heat. Call after 5 pm. 353-0700. CANTON, 3 bedroom ranch, attached garage, fenced yard, near schools, $450 per month plus security. 981-4460. PLYMOUTH, charming older home in town, 2 bedrooms, appliances, basement, garage, $395 plus utilities. 453-1200. WESTLAND, 1 & 2 bedroom apartments, heat included, carpeted, air, pool, tennis, from $290. GARDEN CITY, large 3 bedroom brick, 1 1/2 baths, finished basement, 2 car garage, $475, security deposit required. 425-4115.: [270, 1621, 354, 1863]
display-ad: [664, 557, 758, 576]
listing-text: month includes all utilities except electric. Adults preferred, no pets. Call 595-0700. LIVONIA, brick ranch near Middlebelt, 3 bedrooms, 1 1/2 baths, finished basement, kitchen built-ins, immediate occupancy. Lease $450/mo. NORTHVILLE, 2 bedroom, carpeted, appliances, basement, garage, $375 plus security. 349-1100. FARMINGTON HILLS, newly decorated, 2 bedrooms, family room, fireplace, attached garage, 1 year lease, no pets. ROCHESTER, 3 bedroom colonial, central air, finished basement, patio, immediate occupancy, references required. SOUTHFIELD, 2 bedroom townhouse, 1 1/2 baths, full basement, carport, pool, $425 includes heat. Call after 5 pm. 353-0700. CANTON, 3 bedroom ranch, attached garage, fenced yard, near schools, $450 per month plus security. 981-4460. PLYMOUTH, charming older home in town, 2 bedrooms, appliances, basement, garage, $395 plus utilities. 453-1200. WESTLAND, 1 & 2: [556, 34, 659, 163]
section-heading: 415 Vacation Rentals: [468, 20, 550, 33]
display-ad-title: LIKE TO SAVE 50% RENT? YOU DESERVE THE BEST!: [563, 493, 651, 509]
display-ad-subtitle: Deluxe suites available from 2 rooms, all services included. Excellent location.: [768, 182, 863, 194]
display-ad: [556, 490, 659, 512]
listing-text: BIRMINGHAM, 3 bedroom, 2 baths, fireplace, appliances, 1 car garage. Convenient location. Call 642-5220. WAYNE, 1 bedroom apartment, carpeted, air conditioned, swimming pool, $310 a month includes all utilities except electric. Adults preferred, no pets. Call 595-0700. LIVONIA, brick ranch near Middlebelt, 3 bedrooms, 1 1/2 baths, finished basement, kitchen built-ins, immediate occupancy. Lease $450/mo. NORTHVILLE, 2 bedroom, carpeted, appliances, basement, garage, $375 plus security. 349-1100. FARMINGTON HILLS, newly decorated, 2 bedrooms, family room, fireplace, attached garage, 1 year lease, no pets. ROCHESTER, 3 bedroom colonial, central air, finished basement, patio, immediate occupancy, references required. SOUTHFIELD, 2 bedroom townhouse, 1 1/2 baths, full basement, carport, pool, $425 includes heat. Call after 5 pm. 353-0700. CANTON, 3 bedroom ranch, attached garage, fenced yard, near schools, $450 per month plus security. 981-4460. PLYMOUTH, charming older home in town, 2 bedrooms, appliances, basement, garage, $395 plus utilities. 453-1200. WESTLAND, 1 & 2 bedroom apartments, heat included, carpeted, air, pool, tennis, from $290. GARDEN CITY, large 3 bedroom brick, 1 1/2 baths, finished basement, 2 car garage, $475, security deposit required. 425-4115.: [556, 1445, 659, 1631]
listing-text: BIRMINGHAM, 3 bedroom, 2 baths, fireplace, appliances, 1 car garage. Convenient location. Call 642-5220. WAYNE, 1 bedroom apartment, carpeted, air conditioned, swimming pool, $310 a month includes all utilities except electric. Adults preferred, no pets. Call 595-0700. LIVONIA, brick ranch near Middlebelt, 3 bedrooms, 1 1/2 baths, finished basement, kitchen built-ins, immediate occupancy. Lease $450/mo. NORTHVILLE, 2 bedroom, carpeted, appliances, basement, garage, $375 plus security. 349-1100. FARMINGTON HILLS, newly decorated, 2 bedrooms, family room, fireplace, attached garage, 1 year lease, no pets. ROCHESTER, 3 bedroom colonial, central air, finished basement, patio, immediate occupancy, references required. SOUTHFIELD, 2 bedroom townhouse, 1 1/2 baths, full basement, carport, pool, $425 includes heat. Call after 5 pm. 353-0700. CANTON, 3 bedroom ranch, attached garage, fenced yard, near schools, $450 per month plus security. 981-4460. PLYMOUTH, charming older home in town, 2 bedrooms, appliances, basement, garage, $395 plus utilities. 453-1200. WESTLAND, 1 & 2 bedroom apartments, heat included, carpeted, air, pool, tennis, from $290. GARDEN CITY, large 3 bedroom brick, 1 1/2 baths, finished basement, 2 car garage, $475, security deposit required. 425-4115.: [467, 2334, 550, 2576]
listing-text: appliances, 1 car garage. Convenient location. Call 642-5220. WAYNE, 1 bedroom apartment, carpeted, air conditioned, swimming pool, $310 a month includes all utilities except electric. Adults preferred, no pets. Call 595-0700. LIVONIA, brick ranch near Middlebelt, 3 bedrooms, 1 1/2 baths, finished basement, kitchen built-ins, immediate occupancy. Lease $450/mo. NORTHVILLE, 2 bedroom, carpeted, appliances, basement, garage, $375 plus security. 349-1100. FARMINGTON HILLS, newly decorated, 2 bedrooms, family room, fireplace, attached garage, 1 year lease, no pets. ROCHESTER, 3 bedroom colonial, central air, finished basement, patio, immediate occupancy, references required. SOUTHFIELD, 2 bedroom townhouse, 1 1/2 baths, full basement, carport, pool, $425 includes heat. Call after 5 pm. 353-0700. CANTON, 3 bedroom ranch, attached garage, fenced yard, near schools, $450 per month plus securit: [763, 1041, 867, 1171]
display-ad-phone: 557-6116: [692, 748, 730, 759]
classified-column: [358, 20, 486, 1516]
listing-text: BIRMINGHAM, 3 bedroom, 2 baths, fireplace, appliances, 1 car garage. Convenient location. Call 642-5220. WAYNE, 1 bedroom apartment, carpeted, air conditioned, swimming pool, $310 a month includes all utilities except electric. Adults preferred, no pets. Call 595-0700. LIVONIA, brick ranch near Middlebelt, 3 bedrooms, 1 1/2 baths, finished basement, kitchen built-ins, immediate occupancy. Lease $450/mo. NORTHVILLE, 2 bedroom, carpeted, appliances, basement, garage, $375 plus security. 349-1100. FARMINGTON HILLS, newly decorated, 2 bedrooms, family room, fireplace, attached garage, 1 year lease, no pets. ROCHESTER, 3 bedroom colonial, central air, finished basement, patio, immediate occupancy, references required. SOUTHFIELD, 2 bedroom townhouse, 1 1/2 baths, full basement, carport, pool, $425 includes heat. Call after 5 pm. 353-0700. CANTON, 3 bedroom ranch, attached garage, fenced yard, near schools, $450 per month plus security. 981-4460. PLYMOUTH, charming older home in town, 2 bedrooms, appliances, basement, garage, $395 plus utilities. 453-1200. WESTLAND, 1 & 2 bedroom apartments, heat included, carpeted, air, pool, tennis, from $290. GARDEN CITY, large 3 bedroom brick, 1 1/2 baths, finished basement, 2 car garage, $475, security deposit required. 425-4115.: [100, 34, 178, 287]
display-ad-phone: Tisdale & Co. 626-8220: [765, 1189, 865, 1200]
display-ad-subtitle: For Summer Fun!: [488, 863, 530, 869]
listing-text: BIRMINGHAM, 3 bedroom, 2 baths, fireplace, appliances, 1 car garage. Convenient location. Call 642-5220. WAYNE, 1 bedroom apartment, carpeted, air conditioned, swimming pool, $310 a month includes all utilities except electric. Adults preferred, no pets. Call 595-0700. LIVONIA, brick ranch near Middlebelt, 3 bedrooms, 1 1/2 baths, finished basement, kitchen built-ins, immediate occupancy. Lease $450/mo. NORTHVILLE, 2 bedroom, carpeted, appliances, basement, garage, $375 plus security. 349-1100. FARMINGTON HILLS, newly decorated, 2 bedrooms, family room, fireplace, attached garage, 1 year lease, no pets. ROCHESTER, 3 bedroom colonial, central air, finished basement, patio, immediate occupancy, references required. SOUTHFIELD, 2 bedroom townhouse, 1 1/2 baths, full basement, carport, pool, $425 includes heat. Call after 5 pm. 353-0700. CANTON, 3 bedroom ranch, attached garage, fenced yard, near schools, $450 per month plus security. 981-4460. PLYMOUTH, charming older home in town, 2 bedrooms, appliances, basement, garage, $395 plus utilities. 453-1200. WESTLAND, 1 & 2 bedroom apartments, heat included, carpeted, air, pool, tennis, from $290. GARDEN CITY, large 3 bedroom brick, 1 1/2 baths, finished basement, 2 car garage, $475, security deposit required. 425-4115.: [467, 2092, 550, 2334]
listing-text: . Call 595-0700. LIVONIA, brick ranch near Middlebelt, 3 bedrooms, 1 1/2 baths, finished basement, kitchen built-ins, immediate occupancy. Lease $450/mo. NORTHVILLE, 2 bedroom, carpeted, appliances, basement, garage, $375 plus security. 349-1100. FARMINGTON HILLS, newly decorated, 2 bedrooms, family room, fireplace, attached garage, 1 year lease, no pets. ROCHESTER, 3 bedroom colonial, central air, finished basement, patio, immediate occupancy, references required. SOUTHFIELD, 2 bedroom townhouse, 1 1/2 baths, full basement, carport, pool, $425 includes heat. Call after 5 pm. 353-0700. CANTON, 3 bedroom ranch, attached garage, fenced yard, near schools, $450 per month plus security. 981-4460. PLYMOUTH, charming older home in town, 2 bedrooms, appliances, basement, garage, $395 plus utilities. 453-1200. WESTLAND, 1 & 2 bedroom apartments, heat included, carpeted, air, pool, tennis, from $: [763, 1205, 867, 1334]
listing-text: BIRMINGHAM, 3 bedroom, 2 baths, fireplace, appliances, 1 car garage. Convenient location. Call 642-5220. WAYNE, 1 bedroom apartment, carpeted, air conditioned, swimming pool, $310 a month includes all utilities except electric. Adults preferred, no pets. Call 595-0700. LIVONIA, brick ranch near Middlebelt, 3 bedrooms, 1 1/2 baths, finished basement, kitchen built-ins, immediate occupancy. Lease $450/mo. NORTHVILLE, 2 bedroom, carpeted, appliances, basement, garage, $375 plus security. 349-1100. FARMINGTON HILLS, newly decorated, 2 bedrooms, family room, fireplace, attached garage, 1 year lease, no pets. ROCHESTER, 3 bedroom colonial, central air, finished basement, patio, immediate occupancy, references required. SOUTHFIELD, 2 bedroom townhouse, 1 1/2 baths, full basement, carport, pool, $425 includes heat. Call after 5 pm. 353-0700. CANTON, 3 bedroom ranch, attached garage, fenced yard, near schools, $450 per month plus security. 981-4460. PLYMOUTH, charming older home in town, 2 bedrooms, appliances, basement, garage, $395 plus utilities. 453-1200. WESTLAND, 1 & 2 bedroom apartments, heat included, carpeted, air, pool, tennis, from $290. GARDEN CITY, large 3 bedroom brick, 1 1/2 baths, finished basement, 2 car garage, $475, security deposit required. 425-4115.: [100, 540, 178, 793]
listing-text: BIRMINGHAM, 3 bedroom, 2 baths, fireplace, appliances, 1 car garage. Convenient location. Call 642-5220. WAYNE, 1 bedroom apartment, carpeted, air conditioned, swimming pool, $310 a month includes all utilities except electric. Adults preferred, no pets. Call 595-0700. LIVONIA, brick ranch near Middlebelt, 3 bedrooms, 1 1/2 baths, finished basement, kitchen built-ins, immediate occupancy. Lease $450/mo. NORTHVILLE, 2 bedroom, carpeted, appliances, basement, garage, $375 plus security. 349-1100. FARMINGTON HILLS, newly decorated, 2 bedrooms, family room, fireplace, attached garage, 1 year lease, no pets. ROCHESTER, 3 bedroom colonial, central air, finished basement, patio, immediate occupancy, references required. SOUTHFIELD, 2 bedroom townhouse, 1 1/2 baths, full basement, carport, pool, $425 includes heat. Call after 5 pm. 353-0700. CANTON, 3 bedroom ranch, attached garage, fenced yard, near schools, $450 per month plus security. 981-4460. PLYMOUTH, charming older home in town, 2 bedrooms, appliances, basement, garage, $395 plus utilities. 453-1200. WESTLAND, 1 & 2 bedroom apartments, heat included, carpeted, air, pool, tennis, from $290. GARDEN CITY, large 3 bedroom brick, 1 1/2 baths, finished basement, 2 car garage, $475, security deposit required. 425-4115.: [763, 2111, 867, 2297]
classified-column: [270, 20, 356, 2347]
listing-text: BIRMINGHAM, 3 bedroom, 2 baths, fireplace, appliances, 1 car garage. Convenient location. Call 642-5220. WAYNE, 1 bedroom apartment, carpeted, air conditioned, swimming pool, $310 a month includes all utilities except electric. Adults preferred, no pets. Call 595-0700. LIVONIA, brick ranch near Middlebelt, 3 bedrooms, 1 1/2 baths, finished basement, kitchen built-ins, immediate occupancy. Lease $450/mo. NORTHVILLE, 2 bedroom, carpeted, appliances, basement, garage, $375 plus security. 349-1100. FARMINGTON HILLS, newly decorated, 2 bedrooms, family room, fireplace, attached garage, 1 year lease, no pets. ROCHESTER, 3 bedroom colonial, central air, finished basement, patio, immediate occupancy, references required. SOUTHFIELD, 2 bedroom townhouse, 1 1/2 baths, full basement, carport, pool, $425 includes heat. Call after 5 pm. 353-0700. CANTON, 3 bedroom ranch, attached garage, fenced yard, near schools, $450 per month plus security. 981-4460. PLYMOUTH, charming older home in town, 2 bedrooms, appliances, basement, garage, $395 plus utilities. 453-1200. WESTLAND, 1 & 2 bedroom apartments, heat included, carpeted, air, pool, tennis, from $290. GARDEN CITY, large 3 bedroom brick, 1 1/2 baths, finished basement, 2 car garage, $475, security deposit required. 425-4115.: [5, 1474, 96, 1693]
display-ad-title: MEDICAL SUITES FOR LEASE: [770, 515, 860, 538]
section-heading: 418 Halls For Rent: [468, 1111, 550, 1124]
listing-text: near Middlebelt, 3 bedrooms, 1 1/2 baths, finished basement, kitchen built-ins, immediate occupancy. Lease $450/mo. NORTHVILLE, 2 bedroom, carpeted, appliances, basement, garage, $375 plus security. 349-1100. FARMINGTON HILLS, newly decorated, 2 bedrooms, family room, fireplace, attached garage, 1 year lease, no pets. ROCHESTER, 3 bedroom colonial, central air, finished basement, patio, immediate occupancy, references required. SOUTHFIELD, 2 bedroom townhouse, 1 1/2 baths, full basement, carport, pool, $425 includes heat. Call after 5 pm. 353-0700. CANTON, 3 bedroom ranch, attached garage, fenced yard, near schools, $450 per month plus security. 981-4460. PLYMOUTH, charming older home in town, 2 bedrooms, appliances, basement, garage, $395 plus utilities. 453-1200. WESTLAND, 1 & 2 bedroom apartments, heat included, carpeted, air, pool, tennis, from $290. GARDEN CITY, large 3 bedroom bric: [270, 34, 354, 203]
display-ad-phone: 616-347-8501: [480, 869, 538, 880]
display-ad-subtitle: $48 MONTH: [35, 1006, 65, 1012]
display-ad: [664, 361, 758, 412]
display-ad: [5, 987, 96, 1036]
listing-text: BIRMINGHAM, 3 bedroom, 2 baths, fireplace, appliances, 1 car garage. Convenient location. Call 642-5220. WAYNE, 1 bedroom apartment, carpeted, air conditioned, swimming pool, $310 a month includes all utilities except electric. Adults preferred, no pets. Call 595-0700. LIVONIA, brick ranch near Middlebelt, 3 bedrooms, 1 1/2 baths, finished basement, kitchen built-ins, immediate occupancy. Lease $450/mo. NORTHVILLE, 2 bedroom, carpeted, appliances, basement, garage, $375 plus security. 349-1100. FARMINGTON HILLS, newly decorated, 2 bedrooms, family room, fireplace, attached garage, 1 year lease, no pets. ROCHESTER, 3 bedroom colonial, central air, finished basement, patio, immediate occupancy, references required. SOUTHFIELD, 2 bedroom townhouse, 1 1/2 baths, full basement, carport, pool, $425 includes heat. Call after 5 pm. 353-0700. CANTON, 3 bedroom ranch, attached garage, fenced yard,: [5, 34, 96, 186]
display-ad: [5, 188, 96, 236]
listing-text: BIRMINGHAM, 3 bedroom, 2 baths, fireplace, appliances, 1 car garage. Convenient location. Call 642-5220. WAYNE, 1 bedroom apartment, carpeted, air conditioned, swimming pool, $310 a month includes all utilities except electric. Adults preferred, no pets. Call 595-0700. LIVONIA, brick ranch near Middlebelt, 3 bedrooms, 1 1/2 baths, finished basement, kitchen built-ins, immediate occupancy. Lease $450/mo. NORTHVILLE, 2 bedroom, carpeted, appliances, basement, garage, $375 plus security. 349-1100. FARMINGTON HILLS, newly decorated, 2 bedrooms, family room, fireplace, attached garage, 1 year lease, no pets. ROCHESTER, 3 bedroom colonial, central air, finished basement, patio, immediate occupancy, references required. SOUTHFIELD, 2 bedroom townhouse, 1 1/2 baths, full basement, carport, pool, $425 includes heat. Call after 5 pm. 353-0700. CANTON, 3 bedroom ranch, attached garage, fenced yard, near schools, $450 per month plus security. 981-4460. PLYMOUTH, charming older home in town, 2 bedrooms, appliances, basement, garage, $395 plus utilities. 453-1200. WESTLAND, 1 & 2 bedroom apartments, heat included, carpeted, air, pool, tennis, from $290. GARDEN CITY, large 3 bedroom brick, 1 1/2: [664, 934, 758, 1125]
listing-text: BIRMINGHAM, 3 bedroom, 2 baths, fireplace, appliances, 1 car garage. Convenient location. Call 642-5220. WAYNE, 1 bedroom apartment, carpeted, air conditioned, swimming pool, $310 a month includes all utilities except electric. Adults preferred, no pets. Call 595-0700. LIVONIA, brick ranch near Middlebelt, 3 bedrooms, 1 1/2 baths, finished basement, kitchen built-ins, immediate occupancy. Lease $450/mo. NORTHVILLE, 2 bedroom, carpeted, appliances, basement, garage, $375 plus security. 349-1100. FARMINGTON HILLS, newly decorated, 2 bedrooms, family room, fireplace, attached garage, 1 year lease, no pets. ROCHESTER, 3 bedroom colonial, central air, finished basement, patio, immediate occupancy, references required. SOUTHFIELD, 2 bedroom townhouse, 1 1/2 baths, full basement, carport, pool, $425 includes heat. Call after 5 pm. 353-0700. CANTON, 3 bedroom ranch, attached garage, fenced yard, near schools, $450 per month plus security. 981-4460. PLYMOUTH, charming older home in town, 2 bedrooms, appliances, basement, garage, $395 plus utilities. 453-1200. WESTLAND, 1 & 2 bedroom apartments, heat included, carpeted, air, pool, tennis, from $290. GARDEN CITY, large 3 bedroom brick, 1 1/2 baths, finished basement, 2 car garage, $475, security deposit required. 425-4115.: [358, 1331, 462, 1516]
display-ad-title: ACCREDITED MANAGEMENT ORGANIZATION OFFERS EXECUTIVE TRANSFEREES: [362, 168, 459, 191]
listing-text: BIRMINGHAM, 3 bedroom, 2 baths, fireplace, appliances, 1 car garage. Convenient location. Call 642-5220. WAYNE, 1 bedroom apartment, carpeted, air conditioned, swimming pool, $310 a month includes all utilities except electric. Adults preferred, no pets. Call 595-0700. LIVONIA, brick ranch near Middlebelt, 3 bedrooms, 1 1/2 baths, finished basement, kitchen built-ins, immediate occupancy. Lease $450/mo. NORTHVILLE, 2 bedroom, carpeted, appliances, basement, garage, $375 plus security. 349-1100. FARMINGTON HILLS, newly decorated, 2 bedrooms, family room, fireplace, attached garage, 1 year lease, no pets. ROCHESTER, 3 bedroom colonial, central air, finished basement, patio, immediate occupancy, references required. SOUTHFIELD, 2 bedroom townhouse, 1 1/2 baths, full basement, carport, pool, $425 includes heat. Call after 5 pm. 353-0700. CANTON, 3 bedroom ranch, attached garage, fenced yard, near schools, $450 per month plus security. 981-4460. PLYMOUTH, charming older home in town, 2 bedrooms, appliances, basement, garage, $395 plus utilities. 453-1200. WESTLAND, 1 & 2 bedroom apartments, heat included, carpeted, air, pool, tennis, from $290. GARDEN CITY, large 3 bedroom brick, 1 1/2 baths, finished basement, 2 car garage, $475, security deposit required. 425-4115.: [182, 757, 266, 999]
listing-text: , 1 1/2 baths, finished basement, kitchen built-ins, immediate occupancy. Lease $450/mo. NORTHVILLE, 2 bedroom, carpeted, appliances, basement, garage, $375 plus security. 349-1100. FARMINGTON HILLS, newly decorated, 2 bedrooms, family room, fireplace, attached garage, 1 year lease, no pets. ROCHESTER, 3 bedroom colonial, central air, finished basement, patio, immediate occupancy, references required. SOUTHFIELD, 2 bedroom townhouse, 1 1/2 baths, full basement, carport, pool, $425 includes heat. Call after 5 pm. 353-0700. CANTON, 3 bedroom ranch, attached garage, fenced yard, near schools, $450 per month plus security. 981-4460. PLYMOUTH, charming older home in town, 2 bedrooms, appliances, basement, garage, $395 plus utilities. 453-1200. WESTLAND, 1 & 2 bedroom apartments, heat included, carpeted, air, pool, tennis, from $290. GARDEN CITY, large 3 bedroom brick, 1 1/2 baths, finished ba: [467, 665, 550, 834]
display-ad-subtitle: Large 3 room deluxe office suites, completely finished. Available now.: [670, 376, 752, 388]
display-ad-title: WESTLAND AREA: [20, 191, 80, 215]
listing-text: BIRMINGHAM, 3 bedroom, 2 baths, fireplace, appliances, 1 car garage. Convenient location. Call 642-5220. WAYNE, 1 bedroom apartment, carpeted, air conditioned, swimming pool, $310 a month includes all utilities except electric. Adults preferred, no pets. Call 595-0700. LIVONIA, brick ranch near Middlebelt, 3 bedrooms, 1 1/2 baths, finished basement, kitchen built-ins, immediate occupancy. Lease $450/mo. NORTHVILLE, 2 bedroom, carpeted, appliances, basement, garage, $375 plus security. 349-1100. FARMINGTON HILLS, newly decorated, 2 bedrooms, family room, fireplace, attached garage, 1 year lease, no pets. ROCHESTER, 3 bedroom colonial, central air, finished basement, patio, immediate occupancy, references required. SOUTHFIELD, 2 bedroom townhouse, 1 1/2 baths, full basement, carport, pool, $425 includes heat. Call after 5 pm. 353-0700. CANTON, 3 bedroom ranch, attached garage, fenced yard, near schools, $450 per month plus security. 981-4460. PLYMOUTH, charming older home in town, 2 bedrooms, appliances, basement, garage, $395 plus utilities. 453-1200. WESTLAND, 1 & 2 bedroom apartments, heat included, carpeted, air, pool, tennis, from $290. GARDEN CITY, large 3 bedroom brick, 1 1/2 baths, finished basement, 2 car garage, $475, security deposit required. 425-4115.: [358, 960, 462, 1146]
display-ad-subtitle: Meadow Mgt. Inc.: [389, 192, 432, 198]
display-ad-phone: Tisdale & Co. 626-8220: [765, 194, 865, 205]
display-ad: [468, 205, 550, 245]
listing-text: BIRMINGHAM, 3 bedroom, 2 baths, fireplace, appliances, 1 car garage. Convenient location. Call 642-5220. WAYNE, 1 bedroom apartment, carpeted, air conditioned, swimming pool, $310 a month includes all utilities except electric. Adults preferred, no pets. Call 595-0700. LIVONIA, brick ranch near Middlebelt, 3 bedrooms, 1 1/2 baths, finished basement, kitchen built-ins, immediate occupancy. Lease $450/mo. NORTHVILLE, 2 bedroom, carpeted, appliances, basement, garage, $375 plus security. 349-1100. FARMINGTON HILLS, newly decorated, 2 bedrooms, family room, fireplace, attached garage, 1 year lease, no pets. ROCHESTER, 3 bedroom colonial, central air, finished basement, patio, immediate occupancy, references required. SOUTHFIELD, 2 bedroom townhouse, 1 1/2 baths, full basement, carport, pool, $425 includes heat. Call after 5 pm. 353-0700. CANTON, 3 bedroom ranch, attached garage, fenced yard, near schools, $450 per month plus security. 981-4460. PLYMOUTH, charming older home in town, 2 bedrooms, appliances, basement, garage, $395 plus utilities. 453-1200. WESTLAND, 1 & 2 bedroom apartments, heat included, carpeted, air, pool, tennis, from $290. GARDEN CITY, large 3 bedroom brick, 1 1/2 baths, finished basement, 2 car garage, $475, security deposit required. 425-4115.: [664, 1971, 758, 2179]
listing-text: BIRMINGHAM, 3 bedroom, 2 baths, fireplace, appliances, 1 car garage. Convenient location. Call 642-5220. WAYNE, 1 bedroom apartment, carpeted, air conditioned, swimming pool, $310 a month includes all utilities except electric. Adults preferred, no pets. Call 595-0700. LIVONIA, brick ranch near Middlebelt, 3 bedrooms, 1 1/2 baths, finished basement, kitchen built-ins, immediate occupancy. Lease $450/mo. NORTHVILLE, 2 bedroom, carpeted, appliances, basement, garage, $375 plus security. 349-1100. FARMINGTON HILLS, newly decorated, 2 bedrooms, family room, fireplace, attached garage, 1 year lease, no pets. ROCHESTER, 3 bedroom colonial, central air, finished basement, patio, immediate occupancy, references required. SOUTHFIELD, 2 bedroom townhouse, 1 1/2 baths, full basement, carport, pool, $425 includes heat. Call after 5 pm. 353-0700. CANTON, 3 bedroom ranch, attached garage, fenced yard, near schools, $450 per month plus security. 981-4460. PLYMOUTH, charming older home in town, 2 bedrooms, appliances, basement, garage, $395 plus utilities. 453-1200. WESTLAND, 1 & 2 bedroom apartments, heat included, carpeted, air, pool, tennis, from $290. GARDEN CITY, large 3 bedroom brick, 1 1/2 baths, finished basement, 2 car garage, $475, security deposit required. 425-4115.: [270, 1863, 354, 2105]
display-ad: [5, 801, 96, 830]
display-ad: [763, 675, 866, 712]
classified-column: [100, 20, 180, 1552]
listing-text: rooms, 1 1/2 baths, finished basement, kitchen built-ins, immediate occupancy. Lease $450/mo. NORTHVILLE, 2 bedroom, carpeted, appliances, basement, garage, $375 plus security. 349-1100. FARMINGTON HILLS, newly decorated, 2 bedrooms, family room, fireplace, attached garage, 1 year lease, no pets. ROCHESTER, 3 bedroom colonial, central air, finished basement, patio, immediate occupancy, references required. SOUTHFIELD, 2 bedroom townhouse, 1 1/2 baths, full basement, carport, pool, $425 includes heat. Call after 5 pm. 353-0700. CANTON, 3 bedroom ranch, attached garage, fenced yard, near schools, $450 per month plus security. 981-4460. PLYMOUTH, charming older home in town, 2 bedrooms, appliances, basement, garage, $395 plus utilities. 453-1200. WESTLAND, 1 & 2 bedroom apartments, heat included, carpeted, air, pool, tennis, from $290. GARDEN CITY, large 3 bedroom brick, 1 1/2 baths, finish: [270, 453, 354, 622]
listing-text: includes all utilities except electric. Adults preferred, no pets. Call 595-0700. LIVONIA, brick ranch near Middlebelt, 3 bedrooms, 1 1/2 baths, finished basement, kitchen built-ins, immediate occupancy. Lease $450/mo. NORTHVILLE, 2 bedroom, carpeted, appliances, basement, garage, $375 plus security. 349-1100. FARMINGTON HILLS, newly decorated, 2 bedrooms, family room, fireplace, attached garage, 1 year lease, no pets. ROCHESTER, 3 bedroom colonial, central air, finished basement, patio, immediate occupancy, references required. SOUTHFIELD, 2 bedroom townhouse, 1 1/2 baths, full basement, carport, pool, $425 includes heat. Call after 5 pm. 353-0700. CANTON, 3 bedroom ranch, attached garage, fenced yard, near schools, $450 per month plus security. 981-4460. PLYMOUTH, charming older home in town, 2 bedrooms, appliances, basement, garage, $395 plus utilities. 453-1200. WESTLAND, 1 & 2 bedr: [763, 209, 867, 334]
display-ad-title: PRIVATE OFFICES: [768, 849, 862, 861]
listing-text: BIRMINGHAM, 3 bedroom, 2 baths, fireplace, appliances, 1 car garage. Convenient location. Call 642-5220. WAYNE, 1 bedroom apartment, carpeted, air conditioned, swimming pool, $310 a month includes all utilities except electric. Adults preferred, no pets. Call 595-0700. LIVONIA, brick ranch near Middlebelt, 3 bedrooms, 1 1/2 baths, finished basement, kitchen built-ins, immediate occupancy. Lease $450/mo. NORTHVILLE, 2 bedroom, carpeted, appliances, basement, garage, $375 plus security. 349-1100. FARMINGTON HILLS, newly decorated, 2 bedrooms, family room, fireplace, attached garage, 1 year lease, no pets. ROCHESTER, 3 bedroom colonial, central air, finished basement, patio, immediate occupancy, references required. SOUTHFIELD, 2 bedroom townhouse, 1 1/2 baths, full basement, carport, pool, $425 includes heat. Call after 5 pm. 353-0700. CANTON, 3 bedroom ranch, attached garage, fenced yard, near schools, $450 per month plus security. 981-4460. PLYMOUTH, charming older home in town, 2 bedrooms, appliances, basement, garage, $395 plus utilities. 453-1200. WESTLAND, 1 & 2 bedroom apartments, heat included, carpeted, air, pool, tennis, from $290. GARDEN CITY, large 3 bedroom brick, 1 1/2: [467, 886, 550, 1111]
display-ad: [468, 419, 550, 460]
display-ad-subtitle: SPECIAL DISCOUNT: [287, 221, 337, 227]
listing-text: BIRMINGHAM, 3 bedroom, 2 baths, fireplace, appliances, 1 car garage. Convenient location. Call 642-5220. WAYNE, 1 bedroom apartment, carpeted, air conditioned, swimming pool, $310 a month includes all utilities except electric. Adults preferred, no pets. Call 595-0700. LIVONIA, brick ranch near Middlebelt, 3 bedrooms, 1 1/2 baths, finished basement, kitchen built-ins, immediate occupancy. Lease $450/mo. NORTHVILLE, 2 bedroom, carpeted, appliances, basement, garage, $375 plus security. 349-1100. FARMINGTON HILLS, newly decorated, 2 bedrooms, family room, fireplace, attached garage, 1 year lease, no pets. ROCHESTER, 3 bedroom colonial, central air, finished basement, patio, immediate occupancy, references required. SOUTHFIELD, 2 bedroom townhouse, 1 1/2 baths, full basement, carport, pool, $425 includes heat. Call after 5 pm. 353-0700. CANTON, 3 bedroom ranch, attached garage, fenced yard, near schools, $450 per month plus security. 981-4460. PLYMOUTH, charming older home in town, 2 bedrooms, appliances, basement, garage, $395 plus utilities. 453-1200. WESTLAND, 1 & 2 bedroom apartments, heat included, carpeted, air, pool, tennis, from $290. GARDEN CITY, large 3 bedroom brick, 1 1/2 baths, finished basement, 2 car garage, $475, security deposit required. 425-4115.: [664, 1347, 758, 1555]
listing-text: 2 baths, fireplace, appliances, 1 car garage. Convenient location. Call 642-5220. WAYNE, 1 bedroom apartment, carpeted, air conditioned, swimming pool, $310 a month includes all utilities except electric. Adults preferred, no pets. Call 595-0700. LIVONIA, brick ranch near Middlebelt, 3 bedrooms, 1 1/2 baths, finished basement, kitchen built-ins, immediate occupancy. Lease $450/mo. NORTHVILLE, 2 bedroom, carpeted, appliances, basement, garage, $375 plus security. 349-1100. FARMINGTON HILLS, newly decorated, 2 bedrooms, family room, fireplace, attached garage, 1 year lease, no pets. ROCHESTER, 3 bedroom colonial, central air, finished basement, patio, immediate occupancy, references required. SOUTHFIELD, 2 bedroom townhouse, 1 1/2 baths, full basement, carport, pool, $425 includes heat. Call after 5 pm. 353-0700. CANTON, 3 bedroom ranch, attached garage, fenced yard, near schools, $450 pe: [5, 431, 96, 583]
listing-text: BIRMINGHAM, 3 bedroom, 2 baths, fireplace, appliances, 1 car garage. Convenient location. Call 642-5220. WAYNE, 1 bedroom apartment, carpeted, air conditioned, swimming pool, $310 a month includes all utilities except electric. Adults preferred, no pets. Call 595-0700. LIVONIA, brick ranch near Middlebelt, 3 bedrooms, 1 1/2 baths, finished basement, kitchen built-ins, immediate occupancy. Lease $450/mo. NORTHVILLE, 2 bedroom, carpeted, appliances, basement, garage, $375 plus security. 349-1100. FARMINGTON HILLS, newly decorated, 2 bedrooms, family room, fireplace, attached garage, 1 year lease, no pets. ROCHESTER, 3 bedroom colonial, central air, finished basement, patio, immediate occupancy, references required. SOUTHFIELD, 2 bedroom townhouse, 1 1/2 baths, full basement, carport, pool, $425 includes heat. Call after 5 pm. 353-0700. CANTON, 3 bedroom ranch, attached garage, fenced yard, near schools, $450 per month plus security. 981-4460. PLYMOUTH, charming older home in town, 2 bedrooms, appliances, basement, garage, $395 plus utilities. 453-1200. WESTLAND, 1 & 2 bedroom apartments, heat included, carpeted, air, pool, tennis, from $290. GARDEN CITY, large 3 bedroom brick, 1 1/2 baths, finished basement, 2 car garage, $475, security deposit required. 425-4115.: [5, 1693, 96, 1913]
display-ad-title: HARBOR SPRINGS CONDOMINIUM: [469, 421, 548, 457]
display-ad: [664, 721, 758, 762]
display-ad-title: RESERVE EARLY: [483, 839, 535, 863]
listing-text: BIRMINGHAM, 3 bedroom, 2 baths, fireplace, appliances, 1 car garage. Convenient location. Call 642-5220. WAYNE, 1 bedroom apartment, carpeted, air conditioned, swimming pool, $310 a month includes all utilities except electric. Adults preferred, no pets. Call 595-0700. LIVONIA, brick ranch near Middlebelt, 3 bedrooms, 1 1/2 baths, finished basement, kitchen built-ins, immediate occupancy. Lease $450/mo. NORTHVILLE, 2 bedroom, carpeted, appliances, basement, garage, $375 plus security. 349-1100. FARMINGTON HILLS, newly decorated, 2 bedrooms, family room, fireplace, attached garage, 1 year lease, no pets. ROCHESTER, 3 bedroom colonial, central air, finished basement, patio, immediate occupancy, references required. SOUTHFIELD, 2 bedroom townhouse, 1 1/2 baths, full basement, carport, pool, $425 includes heat. Call after 5 pm. 353-0700. CANTON, 3 bedroom ranch, attached garage, fenced yard, near schools, $450 per month plus security. 981-4460. PLYMOUTH, charming older home in town, 2 bedrooms, appliances, basement, garage, $395 plus utilities. 453-1200. WESTLAND, 1 & 2 bedroom apartments, heat included, carpeted, air, pool, tennis, from $290. GARDEN CITY, large 3 bedroom brick, 1 1/2 baths, finished basement, 2 car garage, $475, security deposit required. 425-4115.: [556, 703, 659, 889]
display-ad: [556, 327, 659, 357]
listing-text: /2 baths, finished basement, kitchen built-ins, immediate occupancy. Lease $450/mo. NORTHVILLE, 2 bedroom, carpeted, appliances, basement, garage, $375 plus security. 349-1100. FARMINGTON HILLS, newly decorated, 2 bedrooms, family room, fireplace, attached garage, 1 year lease, no pets. ROCHESTER, 3 bedroom colonial, central air, finished basement, patio, immediate occupancy, references required. SOUTHFIELD, 2 bedroom townhouse, 1 1/2 baths, full basement, carport, pool, $425 includes heat. Call after 5 pm. 353-0700. CANTON, 3 bedroom ranch, attached garage, fenced yard, near schools, $450 per month plus security. 981-4460. PLYMOUTH, charming older home in town, 2 bedrooms, appliances, basement, garage, $395 plus utilities. 453-1200. WESTLAND, 1 & 2 bedroom apartments, heat included, carpeted, air, pool, tennis, from $290. GARDEN CITY, large 3 bedroom brick, 1 1/2 baths, finished basemen: [664, 764, 758, 911]
listing-text: BIRMINGHAM, 3 bedroom, 2 baths, fireplace, appliances, 1 car garage. Convenient location. Call 642-5220. WAYNE, 1 bedroom apartment, carpeted, air conditioned, swimming pool, $310 a month includes all utilities except electric. Adults preferred, no pets. Call 595-0700. LIVONIA, brick ranch near Middlebelt, 3 bedrooms, 1 1/2 baths, finished basement, kitchen built-ins, immediate occupancy. Lease $450/mo. NORTHVILLE, 2 bedroom, carpeted, appliances, basement, garage, $375 plus security. 349-1100. FARMINGTON HILLS, newly decorated, 2 bedrooms, family room, fireplace, attached garage, 1 year lease, no pets. ROCHESTER, 3 bedroom colonial, central air, finished basement, patio, immediate occupancy, references required. SOUTHFIELD, 2 bedroom townhouse, 1 1/2 baths, full basement, carport, pool, $425 includes heat. Call after 5 pm. 353-0700. CANTON, 3 bedroom ranch, attached garage, fenced yard, near schools, $450 per month plus security. 981-4460. PLYMOUTH, charming older home in town, 2 bedrooms, appliances, basement, garage, $395 plus utilities. 453-1200. WESTLAND, 1 & 2 bedroom apartments, heat included, carpeted, air, pool, tennis, from $290. GARDEN CITY, large 3 bedroom brick, 1 1/2 baths, finished basement, 2 car garage, $475, security deposit required. 425-4115.: [556, 1259, 659, 1445]
listing-text: except electric. Adults preferred, no pets. Call 595-0700. LIVONIA, brick ranch near Middlebelt, 3 bedrooms, 1 1/2 baths, finished basement, kitchen built-ins, immediate occupancy. Lease $450/mo. NORTHVILLE, 2 bedroom, carpeted, appliances, basement, garage, $375 plus security. 349-1100. FARMINGTON HILLS, newly decorated, 2 bedrooms, family room, fireplace, attached garage, 1 year lease, no pets. ROCHESTER, 3 bedroom colonial, central air, finished basement, patio, immediate occupancy, references required. SOUTHFIELD, 2 bedroom townhouse, 1 1/2 baths, full basement, carport, pool, $425 includes heat. Call after 5 pm. 353-0700. CANTON, 3 bedroom ranch, attached garage, fenced yard, near schools, $450 per month plus security. 981-4460. PLYMOUTH, charming older home in town, 2 bedrooms, appliances, basement, garage, $395 plus utilities. 453-1200. WESTLAND, 1 & 2 bedroom apartments, heat inc: [5, 238, 96, 390]
display-ad-subtitle: Mr. Balogh, 645-5790, or eves., 646-6102: [472, 232, 546, 244]
listing-text: BIRMINGHAM, 3 bedroom, 2 baths, fireplace, appliances, 1 car garage. Convenient location. Call 642-5220. WAYNE, 1 bedroom apartment, carpeted, air conditioned, swimming pool, $310 a month includes all utilities except electric. Adults preferred, no pets. Call 595-0700. LIVONIA, brick ranch near Middlebelt, 3 bedrooms, 1 1/2 baths, finished basement, kitchen built-ins, immediate occupancy. Lease $450/mo. NORTHVILLE, 2 bedroom, carpeted, appliances, basement, garage, $375 plus security. 349-1100. FARMINGTON HILLS, newly decorated, 2 bedrooms, family room, fireplace, attached garage, 1 year lease, no pets. ROCHESTER, 3 bedroom colonial, central air, finished basement, patio, immediate occupancy, references required. SOUTHFIELD, 2 bedroom townhouse, 1 1/2 baths, full basement, carport, pool, $425 includes heat. Call after 5 pm. 353-0700. CANTON, 3 bedroom ranch, attached garage, fenced yard, near schools, $450 per month plus security. 981-4460. PLYMOUTH, charming older home in town, 2 bedrooms, appliances, basement, garage, $395 plus utilities. 453-1200. WESTLAND, 1 & 2 bedroom apartments, heat included, carpeted, air, pool, tennis, from $290. GARDEN CITY, large 3 bedroom brick, 1 1/2 baths, finished basement, 2 car garage, $475, security deposit required. 425-4115.: [100, 1046, 178, 1299]
issue-date: Monday, June 15, 1981: [103, 5, 191, 14]
display-ad-subtitle: WEST BLOOMFIELD: [790, 691, 840, 698]
display-ad-phone: 721-0500: [30, 222, 70, 233]
listing-text: BIRMINGHAM, 3 bedroom, 2 baths, fireplace, appliances, 1 car garage. Convenient location. Call 642-5220. WAYNE, 1 bedroom apartment, carpeted, air conditioned, swimming pool, $310 a month includes all utilities except electric. Adults preferred, no pets. Call 595-0700. LIVONIA, brick ranch near Middlebelt, 3 bedrooms, 1 1/2 baths, finished basement, kitchen built-ins, immediate occupancy. Lease $450/mo. NORTHVILLE, 2 bedroom, carpeted, appliances, basement, garage, $375 plus security. 349-1100. FARMINGTON HILLS, newly decorated, 2 bedrooms, family room, fireplace, attached garage, 1 year lease, no pets. ROCHESTER, 3 bedroom colonial, central air, finished basement, patio, immediate occupancy, references required. SOUTHFIELD, 2 bedroom townhouse, 1 1/2 baths, full basement, carport, pool, $425 includes heat. Call after 5 pm. 353-0700. CANTON, 3 bedroom ranch, attached garage, fenced yard, near schools, $450 per month plus security. 981-4460. PLYMOUTH, charming older home in town, 2 bedrooms, appliances, basement, garage, $395 plus utilities. 453-1200. WESTLAND, 1 & 2 bedroom apartments, heat included, carpeted, air, pool, tennis, from $290. GARDEN CITY, large 3 bedroom brick, 1 1/2 baths, finished basement, 2 car garage, $475, security deposit required. 425-4115.: [763, 2296, 867, 2482]
listing-text: BIRMINGHAM, 3 bedroom, 2 baths, fireplace, appliances, 1 car garage. Convenient location. Call 642-5220. WAYNE, 1 bedroom apartment, carpeted, air conditioned, swimming pool, $310 a month includes all utilities except electric. Adults preferred, no pets. Call 595-0700. LIVONIA, brick ranch near Middlebelt, 3 bedrooms, 1 1/2 baths, finished basement, kitchen built-ins, immediate occupancy. Lease $450/mo. NORTHVILLE, 2 bedroom, carpeted, appliances, basement, garage, $375 plus security. 349-1100. FARMINGTON HILLS, newly decorated, 2 bedrooms, family room, fireplace, attached garage, 1 year lease, no pets. ROCHESTER, 3 bedroom colonial, central air, finished basement, patio, immediate occupancy, references required. SOUTHFIELD, 2 bedroom townhouse, 1 1/2 baths, full basement, carport, pool, $425 includes heat. Call after 5 pm. 353-0700. CANTON, 3 bedroom ranch, attached garage, fenced yard, near schools, $450 per month plus security. 981-4460. PLYMOUTH, charming older home in town, 2 bedrooms, appliances, basement, garage, $395 plus utilities. 453-1200. WESTLAND, 1 & 2 bedroom apartments, heat included, carpeted, air, pool, tennis, from $290. GARDEN CITY, large 3 bedroom brick, 1 1/2 baths, finished basement, 2 car garage, $475, security deposit required. 425-4115.: [358, 589, 462, 775]
display-ad-title: LIVONIA FOR LEASE RETAIL STORE: [676, 185, 746, 200]
display-ad-phone: 356-8844: [292, 437, 332, 449]
section-heading: 410 Flats For Rent: [271, 882, 354, 895]
listing-text: BIRMINGHAM, 3 bedroom, 2 baths, fireplace, appliances, 1 car garage. Convenient location. Call 642-5220. WAYNE, 1 bedroom apartment, carpeted, air conditioned, swimming pool, $310 a month includes all utilities except electric. Adults preferred, no pets. Call 595-0700. LIVONIA, brick ranch near Middlebelt, 3 bedrooms, 1 1/2 baths, finished basement, kitchen built-ins, immediate occupancy. Lease $450/mo. NORTHVILLE, 2 bedroom, carpeted, appliances, basement, garage, $375 plus security. 349-1100. FARMINGTON HILLS, newly decorated, 2 bedrooms, family room, fireplace, attached garage, 1 year lease, no pets. ROCHESTER, 3 bedroom colonial, central air, finished basement, patio, immediate occupancy, references required. SOUTHFIELD, 2 bedroom townhouse, 1 1/2 baths, full basement, carport, pool, $425 includes heat. Call after 5 pm. 353-0700. CANTON, 3 bedroom ranch, attached garage, fenced yard, near schools, $450 per month plus security. 981-4460. PLYMOUTH, charming older home in town, 2 bedrooms, appliances, basement, garage, $395 plus utilities. 453-1200. WESTLAND, 1 & 2 bedroom apartments, heat included, carpeted, air, pool, tennis, from $290. GARDEN CITY, large 3 bedroom brick, 1 1/2: [358, 215, 462, 389]
display-ad-title: PETOSKEY AREA: [480, 636, 538, 660]
listing-text: BIRMINGHAM, 3 bedroom, 2 baths, fireplace, appliances, 1 car garage. Convenient location. Call 642-5220. WAYNE, 1 bedroom apartment, carpeted, air conditioned, swimming pool, $310 a month includes all utilities except electric. Adults preferred, no pets. Call 595-0700. LIVONIA, brick ranch near Middlebelt, 3 bedrooms, 1 1/2 baths, finished basement, kitchen built-ins, immediate occupancy. Lease $450/mo. NORTHVILLE, 2 bedroom, carpeted, appliances, basement, garage, $375 plus security. 349-1100. FARMINGTON HILLS, newly decorated, 2 bedrooms, family room, fireplace, attached garage, 1 year lease, no pets. ROCHESTER, 3 bedroom colonial, central air, finished basement, patio, immediate occupancy, references required. SOUTHFIELD, 2 bedroom townhouse, 1 1/2 baths, full basement, carport, pool, $425 includes heat. Call after 5 pm. 353-0700. CANTON, 3 bedroom ranch, attached garage, fenced yard, near schools, $450 per month plus security. 981-4460. PLYMOUTH, charming older home in town, 2 bedrooms, appliances, basement, garage, $395 plus utilities. 453-1200. WESTLAND, 1 & 2 bedroom apartments, heat included, carpeted, air, pool, tennis, from $290. GARDEN CITY, large 3 bedroom brick, 1 1/2 baths, finished basement, 2 car garage, $475, security deposit required. 425-4115.: [5, 1255, 96, 1474]
section-heading: 420 Rooms For Rent: [556, 20, 659, 33]
display-ad-title: Share Referrals: [568, 329, 647, 342]
listing-text: lts preferred, no pets. Call 595-0700. LIVONIA, brick ranch near Middlebelt, 3 bedrooms, 1 1/2 baths, finished basement, kitchen built-ins, immediate occupancy. Lease $450/mo. NORTHVILLE, 2 bedroom, carpeted, appliances, basement, garage, $375 plus security. 349-1100. FARMINGTON HILLS, newly decorated, 2 bedrooms, family room, fireplace, attached garage, 1 year lease, no pets. ROCHESTER, 3 bedroom colonial, central air, finished basement, patio, immediate occupancy, references required. SOUTHFIELD, 2 bedroom townhouse, 1 1/2 baths, full basement, carport, pool, $425 includes heat. Call after 5 pm. 353-0700. CANTON, 3 bedroom ranch, attached garage, fenced yard, near schools, $450 per month plus security. 981-4460. PLYMOUTH, charming older home in town, 2 bedrooms, appliances, basement, garage, $395 plus utilities. 453-1200. WESTLAND, 1 & 2 bedroom apartments, heat included, carpeted, air: [763, 872, 867, 1007]
display-ad-phone: Tisdale & Co. 626-8220: [765, 364, 865, 375]
display-ad: [5, 585, 96, 638]
listing-text: BIRMINGHAM, 3 bedroom, 2 baths, fireplace, appliances, 1 car garage. Convenient location. Call 642-5220. WAYNE, 1 bedroom apartment, carpeted, air conditioned, swimming pool, $310 a month includes all utilities except electric. Adults preferred, no pets. Call 595-0700. LIVONIA, brick ranch near Middlebelt, 3 bedrooms, 1 1/2 baths, finished basement, kitchen built-ins, immediate occupancy. Lease $450/mo. NORTHVILLE, 2 bedroom, carpeted, appliances, basement, garage, $375 plus security. 349-1100. FARMINGTON HILLS, newly decorated, 2 bedrooms, family room, fireplace, attached garage, 1 year lease, no pets. ROCHESTER, 3 bedroom colonial, central air, finished basement, patio, immediate occupancy, references required. SOUTHFIELD, 2 bedroom townhouse, 1 1/2 baths, full basement, carport, pool, $425 includes heat. Call after 5 pm. 353-0700. CANTON, 3 bedroom ranch, attached garage, fenced yard, near schools, $450 per month plus security. 981-4460. PLYMOUTH, charming older home in town, 2 bedrooms, appliances, basement, garage, $395 plus utilities. 453-1200. WESTLAND, 1 & 2 bedroom apartments, heat included, carpeted, air, pool, tennis, from $290. GARDEN CITY, large 3 bedroom brick, 1 1/2 baths, finished basement, 2 car garage, $475, security deposit required. 425-4115.: [270, 1379, 354, 1621]
display-ad: [763, 165, 866, 207]
display-ad: [468, 836, 550, 884]
listing-text: BIRMINGHAM, 3 bedroom, 2 baths, fireplace, appliances, 1 car garage. Convenient location. Call 642-5220. WAYNE, 1 bedroom apartment, carpeted, air conditioned, swimming pool, $310 a month includes all utilities except electric. Adults preferred, no pets. Call 595-0700. LIVONIA, brick ranch near Middlebelt, 3 bedrooms, 1 1/2 baths, finished basement, kitchen built-ins, immediate occupancy. Lease $450/mo. NORTHVILLE, 2 bedroom, carpeted, appliances, basement, garage, $375 plus security. 349-1100. FARMINGTON HILLS, newly decorated, 2 bedrooms, family room, fireplace, attached garage, 1 year lease, no pets. ROCHESTER, 3 bedroom colonial, central air, finished basement, patio, immediate occupancy, references required. SOUTHFIELD, 2 bedroom townhouse, 1 1/2 baths, full basement, carport, pool, $425 includes heat. Call after 5 pm. 353-0700. CANTON, 3 bedroom ranch, attached garage, fenced yard, near schools, $450 per month plus security. 981-4460. PLYMOUTH, charming older home in town, 2 bedrooms, appliances, basement, garage, $395 plus utilities. 453-1200. WESTLAND, 1 & 2 bedroom apartments, heat included, carpeted, air, pool, tennis, from $290. GARDEN CITY, large 3 bedroom brick, 1 1/2 baths, finished basement, 2 car garage, $475, security deposit required. 425-4115.: [5, 2131, 96, 2351]
listing-text: BIRMINGHAM, 3 bedroom, 2 baths, fireplace, appliances, 1 car garage. Convenient location. Call 642-5220. WAYNE, 1 bedroom apartment, carpeted, air conditioned, swimming pool, $310 a month includes all utilities except electric. Adults preferred, no pets. Call 595-0700. LIVONIA, brick ranch near Middlebelt, 3 bedrooms, 1 1/2 baths, finished basement, kitchen built-ins, immediate occupancy. Lease $450/mo. NORTHVILLE, 2 bedroom, carpeted, appliances, basement, garage, $375 plus security. 349-1100. FARMINGTON HILLS, newly decorated, 2 bedrooms, family room, fireplace, attached garage, 1 year lease, no pets. ROCHESTER, 3 bedroom colonial, central air, finished basement, patio, immediate occupancy, references required. SOUTHFIELD, 2 bedroom townhouse, 1 1/2 baths, full basement, carport, pool, $425 includes heat. Call after 5 pm. 353-0700. CANTON, 3 bedroom ranch, attached garage, fenced yard, near schools, $450 per month plus security. 981-4460. PLYMOUTH, charming older home in town, 2 bedrooms, appliances, basement, garage, $395 plus utilities. 453-1200. WESTLAND, 1 & 2 bedroom apartments, heat included, carpeted, air, pool, tennis, from $290. GARDEN CITY, large 3 bedroom brick, 1 1/2 baths, finished basement, 2 car garage, $475, security deposit required. 425-4115.: [358, 403, 462, 589]
listing-text: BIRMINGHAM, 3 bedroom, 2 baths, fireplace, appliances, 1 car garage. Convenient location. Call 642-5220. WAYNE, 1 bedroom apartment, carpeted, air conditioned, swimming pool, $310 a month includes all utilities except electric. Adults preferred, no pets. Call 595-0700. LIVONIA, brick ranch near Middlebelt, 3 bedrooms, 1 1/2 baths, finished basement, kitchen built-ins, immediate occupancy. Lease $450/mo. NORTHVILLE, 2 bedroom, carpeted, appliances, basement, garage, $375 plus security. 349-1100. FARMINGTON HILLS, newly decorated, 2 bedrooms, family room, fireplace, attached garage, 1 year lease, no pets. ROCHESTER, 3 bedroom colonial, central air, finished basement, patio, immediate occupancy, references required. SOUTHFIELD, 2 bedroom townhouse, 1 1/2 baths, full basement, carport, pool, $425 includes heat. Call after 5 pm. 353-0700. CANTON, 3 bedroom ranch, attached garage, fenced yard, near schools, $450 per month plus security. 981-4460. PLYMOUTH, charming older home in town, 2 bedrooms, appliances, basement, garage, $395 plus utilities. 453-1200. WESTLAND, 1 & 2 bedroom apartments, heat included, carpeted, air, pool, tennis, from $290. GARDEN CITY, large 3 bedroom brick, 1 1/2: [270, 657, 354, 882]
display-ad-phone: 280-2510: [30, 816, 70, 827]
classified-column: [182, 20, 268, 1724]
display-ad: [763, 846, 866, 871]
display-ad: [763, 512, 866, 541]
listing-text: 1 bedroom apartment, carpeted, air conditioned, swimming pool, $310 a month includes all utilities except electric. Adults preferred, no pets. Call 595-0700. LIVONIA, brick ranch near Middlebelt, 3 bedrooms, 1 1/2 baths, finished basement, kitchen built-ins, immediate occupancy. Lease $450/mo. NORTHVILLE, 2 bedroom, carpeted, appliances, basement, garage, $375 plus security. 349-1100. FARMINGTON HILLS, newly decorated, 2 bedrooms, family room, fireplace, attached garage, 1 year lease, no pets. ROCHESTER, 3 bedroom colonial, central air, finished basement, patio, immediate occupancy, references required. SOUTHFIELD, 2 bedroom townhouse, 1 1/2 baths, full basement, carport, pool, $425 includes heat. Call after 5 pm. 353-0700. CANTON, 3 bedroom ranch, attached garage, fenced yard, near schools, $450 per month plus security. 981-4460. PLYMOUTH, charming older home in town, 2 bedrooms, applia: [664, 578, 758, 719]
display-ad: [763, 1173, 866, 1203]
listing-text: ease $450/mo. NORTHVILLE, 2 bedroom, carpeted, appliances, basement, garage, $375 plus security. 349-1100. FARMINGTON HILLS, newly decorated, 2 bedrooms, family room, fireplace, attached garage, 1 year lease, no pets. ROCHESTER, 3 bedroom colonial, central air, finished basement, patio, immediate occupancy, references required. SOUTHFIELD, 2 bedroom townhouse, 1 1/2 baths, full basement, carport, pool, $425 includes heat. Call after 5 pm. 353-0700. CANTON, 3 bedroom ranch, attached garage, fenced yard, near schools, $450 per month plus security. 981-4460. PLYMOUTH, charming older home in town, 2 bedrooms, appliances, basement, garage, $395 plus utilities. 453-1200. WESTLAND, 1 & 2 bedroom apartments, heat included, carpeted, air, pool, tennis, from $290. GARDEN CITY, large 3 bedroom brick, 1 1/2 baths, finished basement, 2 car garage, $475, security deposit required. 425-4115.: [556, 195, 659, 325]
listing-text: BIRMINGHAM, 3 bedroom, 2 baths, fireplace, appliances, 1 car garage. Convenient location. Call 642-5220. WAYNE, 1 bedroom apartment, carpeted, air conditioned, swimming pool, $310 a month includes all utilities except electric. Adults preferred, no pets. Call 595-0700. LIVONIA, brick ranch near Middlebelt, 3 bedrooms, 1 1/2 baths, finished basement, kitchen built-ins, immediate occupancy. Lease $450/mo. NORTHVILLE, 2 bedroom, carpeted, appliances, basement, garage, $375 plus security. 349-1100. FARMINGTON HILLS, newly decorated, 2 bedrooms, family room, fireplace, attached garage, 1 year lease, no pets. ROCHESTER, 3 bedroom colonial, central air, finished basement, patio, immediate occupancy, references required. SOUTHFIELD, 2 bedroom townhouse, 1 1/2 baths, full basement, carport, pool, $425 includes heat. Call after 5 pm. 353-0700. CANTON, 3 bedroom ranch, attached garage, fenced yard, near schools, $450 per month plus security. 981-4460. PLYMOUTH, charming older home in town, 2 bedrooms, appliances, basement, garage, $395 plus utilities. 453-1200. WESTLAND, 1 & 2 bedroom apartments, heat included, carpeted, air, pool, tennis, from $290. GARDEN CITY, large 3 bedroom brick, 1 1/2 baths, finished basement, 2 car garage, $475, security deposit required. 425-4115.: [664, 1139, 758, 1347]
display-ad: [468, 633, 550, 663]
listing-text: BIRMINGHAM, 3 bedroom, 2 baths, fireplace, appliances, 1 car garage. Convenient location. Call 642-5220. WAYNE, 1 bedroom apartment, carpeted, air conditioned, swimming pool, $310 a month includes all utilities except electric. Adults preferred, no pets. Call 595-0700. LIVONIA, brick ranch near Middlebelt, 3 bedrooms, 1 1/2 baths, finished basement, kitchen built-ins, immediate occupancy. Lease $450/mo. NORTHVILLE, 2 bedroom, carpeted, appliances, basement, garage, $375 plus security. 349-1100. FARMINGTON HILLS, newly decorated, 2 bedrooms, family room, fireplace, attached garage, 1 year lease, no pets. ROCHESTER, 3 bedroom colonial, central air, finished basement, patio, immediate occupancy, references required. SOUTHFIELD, 2 bedroom townhouse, 1 1/2 baths, full basement, carport, pool, $425 includes heat. Call after 5 pm. 353-0700. CANTON, 3 bedroom ranch, attached garage, fenced yard, near schools, $450 per month plus security. 981-4460. PLYMOUTH, charming older home in town, 2 bedrooms, appliances, basement, garage, $395 plus utilities. 453-1200. WESTLAND, 1 & 2 bedroom apartments, heat included, carpeted, air, pool, tennis, from $290. GARDEN CITY, large 3 bedroom brick, 1 1/2 baths, finished basement, 2 car garage, $475, security deposit required. 425-4115.: [182, 998, 266, 1240]
display-ad-phone: 422-2321: [692, 201, 731, 213]
listing-text: BIRMINGHAM, 3 bedroom, 2 baths, fireplace, appliances, 1 car garage. Convenient location. Call 642-5220. WAYNE, 1 bedroom apartment, carpeted, air conditioned, swimming pool, $310 a month includes all utilities except electric. Adults preferred, no pets. Call 595-0700. LIVONIA, brick ranch near Middlebelt, 3 bedrooms, 1 1/2 baths, finished basement, kitchen built-ins, immediate occupancy. Lease $450/mo. NORTHVILLE, 2 bedroom, carpeted, appliances, basement, garage, $375 plus security. 349-1100. FARMINGTON HILLS, newly decorated, 2 bedrooms, family room, fireplace, attached garage, 1 year lease, no pets. ROCHESTER, 3 bedroom colonial, central air, finished basement, patio, immediate occupancy, references required. SOUTHFIELD, 2 bedroom townhouse, 1 1/2 baths, full basement, carport, pool, $425 includes heat. Call after 5 pm. 353-0700. CANTON, 3 bedroom ranch, attached garage, fenced yard, near schools, $450 per month plus security. 981-4460. PLYMOUTH, charming older home in town, 2 bedrooms, appliances, basement, garage, $395 plus utilities. 453-1200. WESTLAND, 1 & 2 bedroom apartments, heat included, carpeted, air, pool, tennis, from $290. GARDEN CITY, large 3 bedroom brick, 1 1/2 baths, finished basement, 2 car garage, $475, security deposit required. 425-4115.: [270, 896, 354, 1138]
listing-text: ebelt, 3 bedrooms, 1 1/2 baths, finished basement, kitchen built-ins, immediate occupancy. Lease $450/mo. NORTHVILLE, 2 bedroom, carpeted, appliances, basement, garage, $375 plus security. 349-1100. FARMINGTON HILLS, newly decorated, 2 bedrooms, family room, fireplace, attached garage, 1 year lease, no pets. ROCHESTER, 3 bedroom colonial, central air, finished basement, patio, immediate occupancy, references required. SOUTHFIELD, 2 bedroom townhouse, 1 1/2 baths, full basement, carport, pool, $425 includes heat. Call after 5 pm. 353-0700. CANTON, 3 bedroom ranch, attached garage, fenced yard, near schools, $450 per month plus security. 981-4460. PLYMOUTH, charming older home in town, 2 bedrooms, appliances, basement, garage, $395 plus utilities. 453-1200. WESTLAND, 1 & 2 bedroom apartments, heat included, carpeted, air, pool, tennis, from $290. GARDEN CITY, large 3 bedroom brick, 1 1/2 b: [664, 414, 758, 555]
listing-text: BIRMINGHAM, 3 bedroom, 2 baths, fireplace, appliances, 1 car garage. Convenient location. Call 642-5220. WAYNE, 1 bedroom apartment, carpeted, air conditioned, swimming pool, $310 a month includes all utilities except electric. Adults preferred, no pets. Call 595-0700. LIVONIA, brick ranch near Middlebelt, 3 bedrooms, 1 1/2 baths, finished basement, kitchen built-ins, immediate occupancy. Lease $450/mo. NORTHVILLE, 2 bedroom, carpeted, appliances, basement, garage, $375 plus security. 349-1100. FARMINGTON HILLS, newly decorated, 2 bedrooms, family room, fireplace, attached garage, 1 year lease, no pets. ROCHESTER, 3 bedroom colonial, central air, finished basement, patio, immediate occupancy, references required. SOUTHFIELD, 2 bedroom townhouse, 1 1/2 baths, full basement, carport, pool, $425 includes heat. Call after 5 pm. 353-0700. CANTON, 3 bedroom ranch, attached garage, fenced yard, near schools, $450 per month plus security. 981-4460. PLYMOUTH, charming older home in town, 2 bedrooms, appliances, basement, garage, $395 plus utilities. 453-1200. WESTLAND, 1 & 2 bedroom apartments, heat included, carpeted, air, pool, tennis, from $290. GARDEN CITY, large 3 bedroom brick, 1 1/2 baths, finished basement, 2 car garage, $475, security deposit required. 425-4115.: [182, 1482, 266, 1724]
display-ad-title: EVERY OTHER MONTH YOU CAN LIVE RENT FREE: [561, 168, 654, 184]
listing-text: BIRMINGHAM, 3 bedroom, 2 baths, fireplace, appliances, 1 car garage. Convenient location. Call 642-5220. WAYNE, 1 bedroom apartment, carpeted, air conditioned, swimming pool, $310 a month includes all utilities except electric. Adults preferred, no pets. Call 595-0700. LIVONIA, brick ranch near Middlebelt, 3 bedrooms, 1 1/2 baths, finished basement, kitchen built-ins, immediate occupancy. Lease $450/mo. NORTHVILLE, 2 bedroom, carpeted, appliances, basement, garage, $375 plus security. 349-1100. FARMINGTON HILLS, newly decorated, 2 bedrooms, family room, fireplace, attached garage, 1 year lease, no pets. ROCHESTER, 3 bedroom colonial, central air, finished basement, patio, immediate occupancy, references required. SOUTHFIELD, 2 bedroom townhouse, 1 1/2 baths, full basement, carport, pool, $425 includes heat. Call after 5 pm. 353-0700. CANTON, 3 bedroom ranch, attached garage, fenced yard, near schools, $450 per month plus security. 981-4460. PLYMOUTH, charming older home in town, 2 bedrooms, appliances, basement, garage, $395 plus utilities. 453-1200. WESTLAND, 1 & 2 bedroom apartments, heat included, carpeted, air, pool, tennis, from $290. GARDEN CITY, large 3 bedroom brick, 1 1/2 baths, finished basement, 2 car garage, $475, security deposit required. 425-4115.: [556, 889, 659, 1075]
listing-text: cy. Lease $450/mo. NORTHVILLE, 2 bedroom, carpeted, appliances, basement, garage, $375 plus security. 349-1100. FARMINGTON HILLS, newly decorated, 2 bedrooms, family room, fireplace, attached garage, 1 year lease, no pets. ROCHESTER, 3 bedroom colonial, central air, finished basement, patio, immediate occupancy, references required. SOUTHFIELD, 2 bedroom townhouse, 1 1/2 baths, full basement, carport, pool, $425 includes heat. Call after 5 pm. 353-0700. CANTON, 3 bedroom ranch, attached garage, fenced yard, near schools, $450 per month plus security. 981-4460. PLYMOUTH, charming older home in town, 2 bedrooms, appliances, basement, garage, $395 plus utilities. 453-1200. WESTLAND, 1 & 2 bedroom apartments, heat included, carpeted, air, pool, tennis, from $290. GARDEN CITY, large 3 bedroom brick, 1 1/2 baths, finished basement, 2 car garage, $475, security deposit required. 425-4115.: [358, 34, 462, 163]
display-ad-title: EXECUTIVE APARTMENTS: [13, 588, 87, 612]
listing-text: Middlebelt, 3 bedrooms, 1 1/2 baths, finished basement, kitchen built-ins, immediate occupancy. Lease $450/mo. NORTHVILLE, 2 bedroom, carpeted, appliances, basement, garage, $375 plus security. 349-1100. FARMINGTON HILLS, newly decorated, 2 bedrooms, family room, fireplace, attached garage, 1 year lease, no pets. ROCHESTER, 3 bedroom colonial, central air, finished basement, patio, immediate occupancy, references required. SOUTHFIELD, 2 bedroom townhouse, 1 1/2 baths, full basement, carport, pool, $425 includes heat. Call after 5 pm. 353-0700. CANTON, 3 bedroom ranch, attached garage, fenced yard, near schools, $450 per month plus security. 981-4460. PLYMOUTH, charming older home in town, 2 bedrooms, appliances, basement, garage, $395 plus utilities. 453-1200. WESTLAND, 1 & 2 bedroom apartments, heat included, carpeted, air, pool, tennis, from $290. GARDEN CITY, large 3 bedroom brick, 1: [467, 247, 550, 417]
listing-text: BIRMINGHAM, 3 bedroom, 2 baths, fireplace, appliances, 1 car garage. Convenient location. Call 642-5220. WAYNE, 1 bedroom apartment, carpeted, air conditioned, swimming pool, $310 a month includes all utilities except electric. Adults preferred, no pets. Call 595-0700. LIVONIA, brick ranch near Middlebelt, 3 bedrooms, 1 1/2 baths, finished basement, kitchen built-ins, immediate occupancy. Lease $450/mo. NORTHVILLE, 2 bedroom, carpeted, appliances, basement, garage, $375 plus security. 349-1100. FARMINGTON HILLS, newly decorated, 2 bedrooms, family room, fireplace, attached garage, 1 year lease, no pets. ROCHESTER, 3 bedroom colonial, central air, finished basement, patio, immediate occupancy, references required. SOUTHFIELD, 2 bedroom townhouse, 1 1/2 baths, full basement, carport, pool, $425 includes heat. Call after 5 pm. 353-0700. CANTON, 3 bedroom ranch, attached garage, fenced yard, near schools, $450 per month plus security. 981-4460. PLYMOUTH, charming older home in town, 2 bedrooms, appliances, basement, garage, $395 plus utilities. 453-1200. WESTLAND, 1 & 2 bedroom apartments, heat included, carpeted, air, pool, tennis, from $290. GARDEN CITY, large 3 bedroom brick, 1 1/2 baths, finished basement, 2 car garage, $475, security deposit required. 425-4115.: [5, 2351, 96, 2571]
display-ad-title: TELEGRAPH SOUTHFIELD: [781, 1340, 850, 1363]
section-heading: 404 Houses For Rent: [183, 20, 266, 33]
listing-text: BIRMINGHAM, 3 bedroom, 2 baths, fireplace, appliances, 1 car garage. Convenient location. Call 642-5220. WAYNE, 1 bedroom apartment, carpeted, air conditioned, swimming pool, $310 a month includes all utilities except electric. Adults preferred, no pets. Call 595-0700. LIVONIA, brick ranch near Middlebelt, 3 bedrooms, 1 1/2 baths, finished basement, kitchen built-ins, immediate occupancy. Lease $450/mo. NORTHVILLE, 2 bedroom, carpeted, appliances, basement, garage, $375 plus security. 349-1100. FARMINGTON HILLS, newly decorated, 2 bedrooms, family room, fireplace, attached garage, 1 year lease, no pets. ROCHESTER, 3 bedroom colonial, central air, finished basement, patio, immediate occupancy, references required. SOUTHFIELD, 2 bedroom townhouse, 1 1/2 baths, full basement, carport, pool, $425 includes heat. Call after 5 pm. 353-0700. CANTON, 3 bedroom ranch, attached garage, fenced yard, near schools, $450 per month plus security. 981-4460. PLYMOUTH, charming older home in town, 2 bedrooms, appliances, basement, garage, $395 plus utilities. 453-1200. WESTLAND, 1 & 2 bedroom apartments, heat included, carpeted, air, pool, tennis, from $290. GARDEN CITY, large 3 bedroom brick, 1 1/2 baths, finished basement, 2 car garage, $475, security deposit required. 425-4115.: [5, 1912, 96, 2132]
display-ad-subtitle: Country Court Apartments: [19, 216, 81, 222]
